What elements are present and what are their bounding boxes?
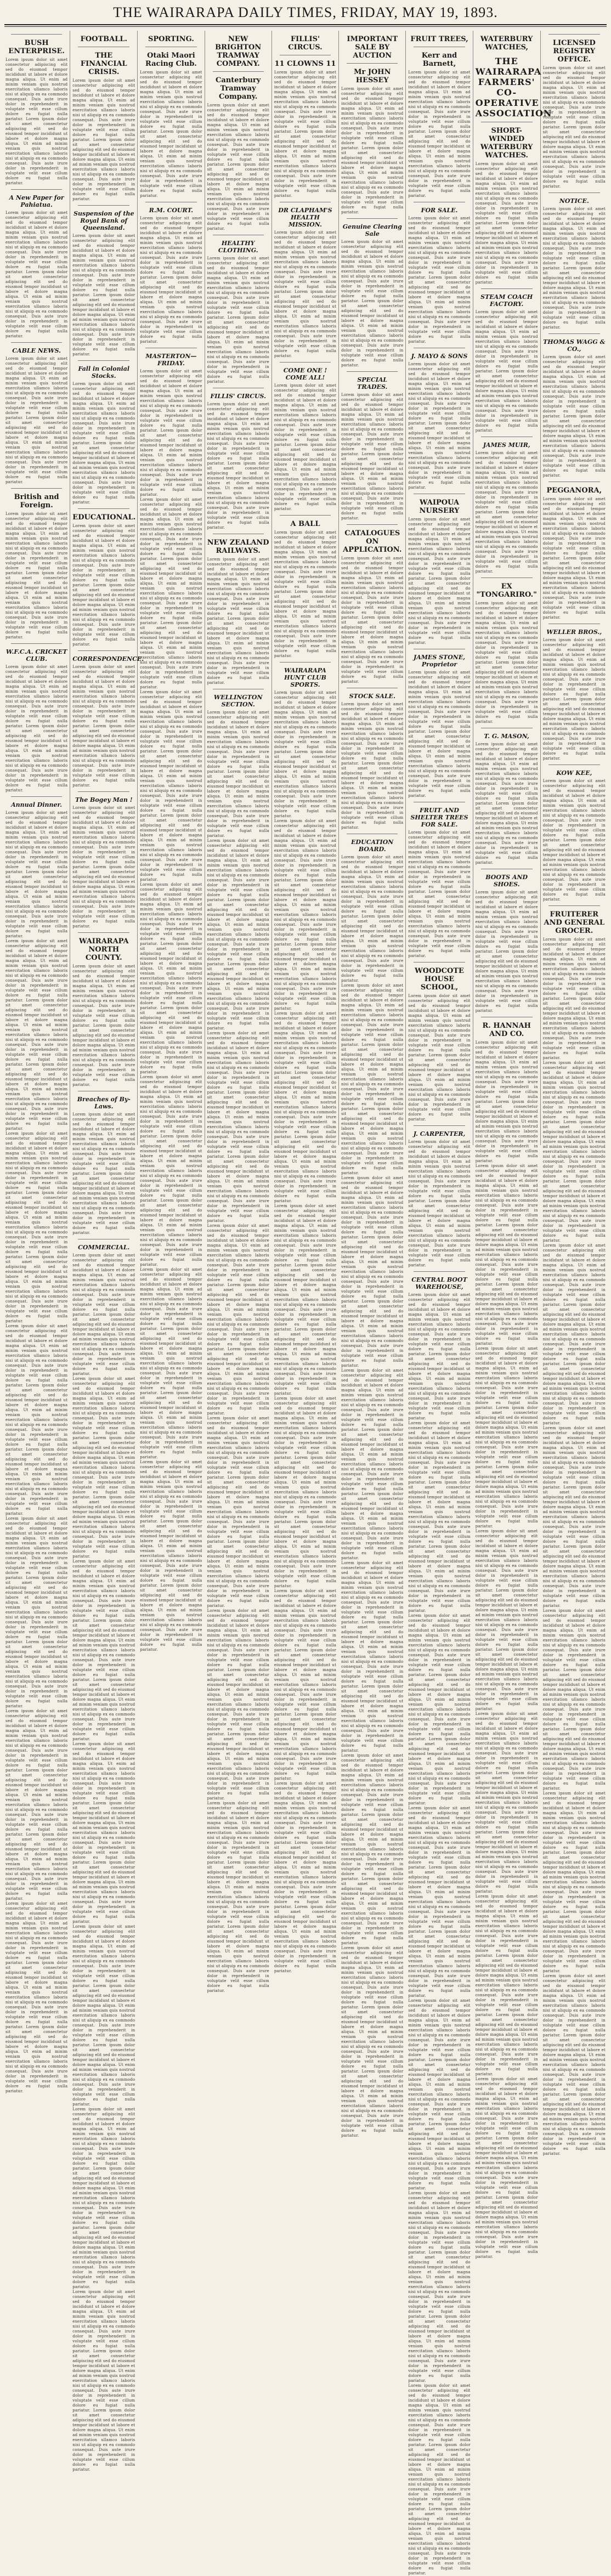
article-body: Lorem ipsum dolor sit amet consectetur adipiscing elit sed do eiusmod tempor incididunt ut labore et dolore magna aliqua. Ut enim ad minim veniam quis nostrud exercitation ullamco laboris nisi ut aliquip ex ea commodo consequat. Duis aute irure dolor in reprehenderit in voluptate velit esse cillum dolore eu fugiat nulla pariatur. Lorem ipsum dolor sit amet consectetur adipiscing elit sed do eiusmod tempor incididunt ut labore et dolore magna aliqua. Ut enim ad minim veniam quis nostrud exercitation ullamco laboris nisi ut aliquip ex ea commodo consequat. Duis aute irure dolor in reprehenderit in voluptate velit esse cillum dolore eu fugiat nulla pariatur. [542,207,606,330]
columns [3,31,608,2575]
article-body: Lorem ipsum dolor sit amet consectetur adipiscing elit sed do eiusmod tempor incididunt ut labore et dolore magna aliqua. Ut enim ad minim veniam quis nostrud exercitation ullamco laboris nisi ut aliquip ex ea commodo consequat. Duis aute irure dolor in reprehenderit in voluptate velit esse cillum dolore eu fugiat nulla pariatur. Lorem ipsum dolor sit amet consectetur adipiscing elit sed do eiusmod tempor incididunt ut labore et dolore magna aliqua. Ut enim ad minim veniam quis nostrud exercitation ullamco laboris nisi ut aliquip ex ea commodo consequat. Duis aute irure dolor in reprehenderit in voluptate velit esse cillum dolore eu fugiat nulla pariatur. Lorem ipsum dolor sit amet consectetur adipiscing elit sed do eiusmod tempor incididunt ut labore et dolore magna aliqua. Ut enim ad minim veniam quis nostrud exercitation ullamco laboris nisi ut aliquip ex ea commodo consequat. Duis aute irure dolor in reprehenderit in voluptate velit esse cillum dolore eu fugiat nulla pariatur. [274,1781,337,1973]
article-body: Lorem ipsum dolor sit amet consectetur adipiscing elit sed do eiusmod tempor incididunt ut labore et dolore magna aliqua. Ut enim ad minim veniam quis nostrud exercitation ullamco laboris nisi ut aliquip ex ea commodo consequat. Duis aute irure dolor in reprehenderit in voluptate velit esse cillum dolore eu fugiat nulla pariatur. Lorem ipsum dolor sit amet consectetur adipiscing elit sed do eiusmod tempor incididunt ut labore et dolore magna aliqua. Ut enim ad minim veniam quis nostrud exercitation ullamco laboris nisi ut aliquip ex ea commodo consequat. Duis aute irure dolor in reprehenderit in voluptate velit esse cillum dolore eu fugiat nulla pariatur. [542,638,606,761]
headline: SPORTING. [148,35,194,43]
headline: BOOTS AND SHOES. [485,874,528,888]
headline: British and Foreign. [14,493,59,509]
headline: Suspension of the Royal Bank of Queensland. [73,210,134,231]
column-rule [280,515,331,516]
headline: MASTERTON—FRIDAY. [145,353,197,367]
article-body: Lorem ipsum dolor sit amet consectetur adipiscing elit sed do eiusmod tempor incididunt ut labore et dolore magna aliqua. Ut enim ad minim veniam quis nostrud exercitation ullamco laboris nisi ut aliquip ex ea commodo consequat. Duis aute irure dolor in reprehenderit in voluptate velit esse cillum dolore eu fugiat nulla pariatur. Lorem ipsum dolor sit amet consectetur adipiscing elit sed do eiusmod tempor incididunt ut labore et dolore magna aliqua. Ut enim ad minim veniam quis nostrud exercitation ullamco laboris nisi ut aliquip ex ea commodo consequat. Duis aute irure dolor in reprehenderit in voluptate velit esse cillum dolore eu fugiat nulla pariatur. Lorem ipsum dolor sit amet consectetur adipiscing elit sed do eiusmod tempor incididunt ut labore et dolore magna aliqua. Ut enim ad minim veniam quis nostrud exercitation ullamco laboris nisi ut aliquip ex ea commodo consequat. Duis aute irure dolor in reprehenderit in voluptate velit esse cillum dolore eu fugiat nulla pariatur. [5,1131,68,1323]
article-body: Lorem ipsum dolor sit amet consectetur adipiscing elit sed do eiusmod tempor incididunt ut labore et dolore magna aliqua. Ut enim ad minim veniam quis nostrud exercitation ullamco laboris nisi ut aliquip ex ea commodo consequat. Duis aute irure dolor in reprehenderit in voluptate velit esse cillum dolore eu fugiat nulla pariatur. Lorem ipsum dolor sit amet consectetur adipiscing elit sed do eiusmod tempor incididunt ut labore et dolore magna aliqua. Ut enim ad minim veniam quis nostrud exercitation ullamco laboris nisi ut aliquip ex ea commodo consequat. Duis aute irure dolor in reprehenderit in voluptate velit esse cillum dolore eu fugiat nulla pariatur. Lorem ipsum dolor sit amet consectetur adipiscing elit sed do eiusmod tempor incididunt ut labore et dolore magna aliqua. Ut enim ad minim veniam quis nostrud exercitation ullamco laboris nisi ut aliquip ex ea commodo consequat. Duis aute irure dolor in reprehenderit in voluptate velit esse cillum dolore eu fugiat nulla pariatur. [72,1377,135,1559]
article-body: Lorem ipsum dolor sit amet consectetur adipiscing elit sed do eiusmod tempor incididunt ut labore et dolore magna aliqua. Ut enim ad minim veniam quis nostrud exercitation ullamco laboris nisi ut aliquip ex ea commodo consequat. Duis aute irure dolor in reprehenderit in voluptate velit esse cillum dolore eu fugiat nulla pariatur. Lorem ipsum dolor sit amet consectetur adipiscing elit sed do eiusmod tempor incididunt ut labore et dolore magna aliqua. Ut enim ad minim veniam quis nostrud exercitation ullamco laboris nisi ut aliquip ex ea commodo consequat. Duis aute irure dolor in reprehenderit in voluptate velit esse cillum dolore eu fugiat nulla pariatur. [207,557,269,685]
article-body: Lorem ipsum dolor sit amet consectetur adipiscing elit sed do eiusmod tempor incididunt ut labore et dolore magna aliqua. Ut enim ad minim veniam quis nostrud exercitation ullamco laboris nisi ut aliquip ex ea commodo consequat. Duis aute irure dolor in reprehenderit in voluptate velit esse cillum dolore eu fugiat nulla pariatur. Lorem ipsum dolor sit amet consectetur adipiscing elit sed do eiusmod tempor incididunt ut labore et dolore magna aliqua. Ut enim ad minim veniam quis nostrud exercitation ullamco laboris nisi ut aliquip ex ea commodo consequat. Duis aute irure dolor in reprehenderit in voluptate velit esse cillum dolore eu fugiat nulla pariatur. [72,806,135,929]
article-body: Lorem ipsum dolor sit amet consectetur adipiscing elit sed do eiusmod tempor incididunt ut labore et dolore magna aliqua. Ut enim ad minim veniam quis nostrud exercitation ullamco laboris nisi ut aliquip ex ea commodo consequat. Duis aute irure dolor in reprehenderit in voluptate velit esse cillum dolore eu fugiat nulla pariatur. Lorem ipsum dolor sit amet consectetur adipiscing elit sed do eiusmod tempor incididunt ut labore et dolore magna aliqua. Ut enim ad minim veniam quis nostrud exercitation ullamco laboris nisi ut aliquip ex ea commodo consequat. Duis aute irure dolor in reprehenderit in voluptate velit esse cillum dolore eu fugiat nulla pariatur. Lorem ipsum dolor sit amet consectetur adipiscing elit sed do eiusmod tempor incididunt ut labore et dolore magna aliqua. Ut enim ad minim veniam quis nostrud exercitation ullamco laboris nisi ut aliquip ex ea commodo consequat. Duis aute irure dolor in reprehenderit in voluptate velit esse cillum dolore eu fugiat nulla pariatur. [341,1176,404,1368]
article-body: Lorem ipsum dolor sit amet consectetur adipiscing elit sed do eiusmod tempor incididunt ut labore et dolore magna aliqua. Ut enim ad minim veniam quis nostrud exercitation ullamco laboris nisi ut aliquip ex ea commodo consequat. Duis aute irure dolor in reprehenderit in voluptate velit esse cillum dolore eu fugiat nulla pariatur. Lorem ipsum dolor sit amet consectetur adipiscing elit sed do eiusmod tempor incididunt ut labore et dolore magna aliqua. Ut enim ad minim veniam quis nostrud exercitation ullamco laboris nisi ut aliquip ex ea commodo consequat. Duis aute irure dolor in reprehenderit in voluptate velit esse cillum dolore eu fugiat nulla pariatur. [72,665,135,788]
article-body: Lorem ipsum dolor sit amet consectetur adipiscing elit sed do eiusmod tempor incididunt ut labore et dolore magna aliqua. Ut enim ad minim veniam quis nostrud exercitation ullamco laboris nisi ut aliquip ex ea commodo consequat. Duis aute irure dolor in reprehenderit in voluptate velit esse cillum dolore eu fugiat nulla pariatur. Lorem ipsum dolor sit amet consectetur adipiscing elit sed do eiusmod tempor incididunt ut labore et dolore magna aliqua. Ut enim ad minim veniam quis nostrud exercitation ullamco laboris nisi ut aliquip ex ea commodo consequat. Duis aute irure dolor in reprehenderit in voluptate velit esse cillum dolore eu fugiat nulla pariatur. [72,234,135,356]
article-body: Lorem ipsum dolor sit amet consectetur adipiscing elit sed do eiusmod tempor incididunt ut labore et dolore magna aliqua. Ut enim ad minim veniam quis nostrud exercitation ullamco laboris nisi ut aliquip ex ea commodo consequat. Duis aute irure dolor in reprehenderit in voluptate velit esse cillum dolore eu fugiat nulla pariatur. Lorem ipsum dolor sit amet consectetur adipiscing elit sed do eiusmod tempor incididunt ut labore et dolore magna aliqua. Ut enim ad minim veniam quis nostrud exercitation ullamco laboris nisi ut aliquip ex ea commodo consequat. Duis aute irure dolor in reprehenderit in voluptate velit esse cillum dolore eu fugiat nulla pariatur. [408,670,471,798]
article-body: Lorem ipsum dolor sit amet consectetur adipiscing elit sed do eiusmod tempor incididunt ut labore et dolore magna aliqua. Ut enim ad minim veniam quis nostrud exercitation ullamco laboris nisi ut aliquip ex ea commodo consequat. Duis aute irure dolor in reprehenderit in voluptate velit esse cillum dolore eu fugiat nulla pariatur. Lorem ipsum dolor sit amet consectetur adipiscing elit sed do eiusmod tempor incididunt ut labore et dolore magna aliqua. Ut enim ad minim veniam quis nostrud exercitation ullamco laboris nisi ut aliquip ex ea commodo consequat. Duis aute irure dolor in reprehenderit in voluptate velit esse cillum dolore eu fugiat nulla pariatur. Lorem ipsum dolor sit amet consectetur adipiscing elit sed do eiusmod tempor incididunt ut labore et dolore magna aliqua. Ut enim ad minim veniam quis nostrud exercitation ullamco laboris nisi ut aliquip ex ea commodo consequat. Duis aute irure dolor in reprehenderit in voluptate velit esse cillum dolore eu fugiat nulla pariatur. [72,2290,135,2472]
article-body: Lorem ipsum dolor sit amet consectetur adipiscing elit sed do eiusmod tempor incididunt ut labore et dolore magna aliqua. Ut enim ad minim veniam quis nostrud exercitation ullamco laboris nisi ut aliquip ex ea commodo consequat. Duis aute irure dolor in reprehenderit in voluptate velit esse cillum dolore eu fugiat nulla pariatur. Lorem ipsum dolor sit amet consectetur adipiscing elit sed do eiusmod tempor incididunt ut labore et dolore magna aliqua. Ut enim ad minim veniam quis nostrud exercitation ullamco laboris nisi ut aliquip ex ea commodo consequat. Duis aute irure dolor in reprehenderit in voluptate velit esse cillum dolore eu fugiat nulla pariatur. Lorem ipsum dolor sit amet consectetur adipiscing elit sed do eiusmod tempor incididunt ut labore et dolore magna aliqua. Ut enim ad minim veniam quis nostrud exercitation ullamco laboris nisi ut aliquip ex ea commodo consequat. Duis aute irure dolor in reprehenderit in voluptate velit esse cillum dolore eu fugiat nulla pariatur. [341,983,404,1175]
column-rule [414,962,465,963]
article-body: Lorem ipsum dolor sit amet consectetur adipiscing elit sed do eiusmod tempor incididunt ut labore et dolore magna aliqua. Ut enim ad minim veniam quis nostrud exercitation ullamco laboris nisi ut aliquip ex ea commodo consequat. Duis aute irure dolor in reprehenderit in voluptate velit esse cillum dolore eu fugiat nulla pariatur. Lorem ipsum dolor sit amet consectetur adipiscing elit sed do eiusmod tempor incididunt ut labore et dolore magna aliqua. Ut enim ad minim veniam quis nostrud exercitation ullamco laboris nisi ut aliquip ex ea commodo consequat. Duis aute irure dolor in reprehenderit in voluptate velit esse cillum dolore eu fugiat nulla pariatur. Lorem ipsum dolor sit amet consectetur adipiscing elit sed do eiusmod tempor incididunt ut labore et dolore magna aliqua. Ut enim ad minim veniam quis nostrud exercitation ullamco laboris nisi ut aliquip ex ea commodo consequat. Duis aute irure dolor in reprehenderit in voluptate velit esse cillum dolore eu fugiat nulla pariatur. [207,1031,269,1223]
headline: EDUCATION BOARD. [351,839,394,853]
headline: BUSH ENTERPRISE. [8,39,65,55]
article-body: Lorem ipsum dolor sit amet consectetur adipiscing elit sed do eiusmod tempor incididunt ut labore et dolore magna aliqua. Ut enim ad minim veniam quis nostrud exercitation ullamco laboris nisi ut aliquip ex ea commodo consequat. Duis aute irure dolor in reprehenderit in voluptate velit esse cillum dolore eu fugiat nulla pariatur. Lorem ipsum dolor sit amet consectetur adipiscing elit sed do eiusmod tempor incididunt ut labore et dolore magna aliqua. Ut enim ad minim veniam quis nostrud exercitation ullamco laboris nisi ut aliquip ex ea commodo consequat. Duis aute irure dolor in reprehenderit in voluptate velit esse cillum dolore eu fugiat nulla pariatur. [5,665,68,792]
article-body: Lorem ipsum dolor sit amet consectetur adipiscing elit sed do eiusmod tempor incididunt ut labore et dolore magna aliqua. Ut enim ad minim veniam quis nostrud exercitation ullamco laboris nisi ut aliquip ex ea commodo consequat. Duis aute irure dolor in reprehenderit in voluptate velit esse cillum dolore eu fugiat nulla pariatur. Lorem ipsum dolor sit amet consectetur adipiscing elit sed do eiusmod tempor incididunt ut labore et dolore magna aliqua. Ut enim ad minim veniam quis nostrud exercitation ullamco laboris nisi ut aliquip ex ea commodo consequat. Duis aute irure dolor in reprehenderit in voluptate velit esse cillum dolore eu fugiat nulla pariatur. [140,216,202,344]
headline: WAIPOUA NURSERY [419,499,460,515]
column-4 [205,31,272,1993]
article-body: Lorem ipsum dolor sit amet consectetur adipiscing elit sed do eiusmod tempor incididunt ut labore et dolore magna aliqua. Ut enim ad minim veniam quis nostrud exercitation ullamco laboris nisi ut aliquip ex ea commodo consequat. Duis aute irure dolor in reprehenderit in voluptate velit esse cillum dolore eu fugiat nulla pariatur. Lorem ipsum dolor sit amet consectetur adipiscing elit sed do eiusmod tempor incididunt ut labore et dolore magna aliqua. Ut enim ad minim veniam quis nostrud exercitation ullamco laboris nisi ut aliquip ex ea commodo consequat. Duis aute irure dolor in reprehenderit in voluptate velit esse cillum dolore eu fugiat nulla pariatur. Lorem ipsum dolor sit amet consectetur adipiscing elit sed do eiusmod tempor incididunt ut labore et dolore magna aliqua. Ut enim ad minim veniam quis nostrud exercitation ullamco laboris nisi ut aliquip ex ea commodo consequat. Duis aute irure dolor in reprehenderit in voluptate velit esse cillum dolore eu fugiat nulla pariatur. [408,1998,471,2190]
article-body: Lorem ipsum dolor sit amet consectetur adipiscing elit sed do eiusmod tempor incididunt ut labore et dolore magna aliqua. Ut enim ad minim veniam quis nostrud exercitation ullamco laboris nisi ut aliquip ex ea commodo consequat. Duis aute irure dolor in reprehenderit in voluptate velit esse cillum dolore eu fugiat nulla pariatur. Lorem ipsum dolor sit amet consectetur adipiscing elit sed do eiusmod tempor incididunt ut labore et dolore magna aliqua. Ut enim ad minim veniam quis nostrud exercitation ullamco laboris nisi ut aliquip ex ea commodo consequat. Duis aute irure dolor in reprehenderit in voluptate velit esse cillum dolore eu fugiat nulla pariatur. Lorem ipsum dolor sit amet consectetur adipiscing elit sed do eiusmod tempor incididunt ut labore et dolore magna aliqua. Ut enim ad minim veniam quis nostrud exercitation ullamco laboris nisi ut aliquip ex ea commodo consequat. Duis aute irure dolor in reprehenderit in voluptate velit esse cillum dolore eu fugiat nulla pariatur. [274,819,337,1011]
column-5 [272,31,339,1973]
headline: W.F.C.A. CRICKET CLUB. [5,648,67,663]
article-body: Lorem ipsum dolor sit amet consectetur adipiscing elit sed do eiusmod tempor incididunt ut labore et dolore magna aliqua. Ut enim ad minim veniam quis nostrud exercitation ullamco laboris nisi ut aliquip ex ea commodo consequat. Duis aute irure dolor in reprehenderit in voluptate velit esse cillum dolore eu fugiat nulla pariatur. Lorem ipsum dolor sit amet consectetur adipiscing elit sed do eiusmod tempor incididunt ut labore et dolore magna aliqua. Ut enim ad minim veniam quis nostrud exercitation ullamco laboris nisi ut aliquip ex ea commodo consequat. Duis aute irure dolor in reprehenderit in voluptate velit esse cillum dolore eu fugiat nulla pariatur. [5,512,68,639]
article-body: Lorem ipsum dolor sit amet consectetur adipiscing elit sed do eiusmod tempor incididunt ut labore et dolore magna aliqua. Ut enim ad minim veniam quis nostrud exercitation ullamco laboris nisi ut aliquip ex ea commodo consequat. Duis aute irure dolor in reprehenderit in voluptate velit esse cillum dolore eu fugiat nulla pariatur. Lorem ipsum dolor sit amet consectetur adipiscing elit sed do eiusmod tempor incididunt ut labore et dolore magna aliqua. Ut enim ad minim veniam quis nostrud exercitation ullamco laboris nisi ut aliquip ex ea commodo consequat. Duis aute irure dolor in reprehenderit in voluptate velit esse cillum dolore eu fugiat nulla pariatur. Lorem ipsum dolor sit amet consectetur adipiscing elit sed do eiusmod tempor incididunt ut labore et dolore magna aliqua. Ut enim ad minim veniam quis nostrud exercitation ullamco laboris nisi ut aliquip ex ea commodo consequat. Duis aute irure dolor in reprehenderit in voluptate velit esse cillum dolore eu fugiat nulla pariatur. [542,1609,606,1791]
headline: Mr JOHN HESSEY [354,68,391,84]
article-body: Lorem ipsum dolor sit amet consectetur adipiscing elit sed do eiusmod tempor incididunt ut labore et dolore magna aliqua. Ut enim ad minim veniam quis nostrud exercitation ullamco laboris nisi ut aliquip ex ea commodo consequat. Duis aute irure dolor in reprehenderit in voluptate velit esse cillum dolore eu fugiat nulla pariatur. Lorem ipsum dolor sit amet consectetur adipiscing elit sed do eiusmod tempor incididunt ut labore et dolore magna aliqua. Ut enim ad minim veniam quis nostrud exercitation ullamco laboris nisi ut aliquip ex ea commodo consequat. Duis aute irure dolor in reprehenderit in voluptate velit esse cillum dolore eu fugiat nulla pariatur. [542,355,606,478]
article-body: Lorem ipsum dolor sit amet consectetur adipiscing elit sed do eiusmod tempor incididunt ut labore et dolore magna aliqua. Ut enim ad minim veniam quis nostrud exercitation ullamco laboris nisi ut aliquip ex ea commodo consequat. Duis aute irure dolor in reprehenderit in voluptate velit esse cillum dolore eu fugiat nulla pariatur. Lorem ipsum dolor sit amet consectetur adipiscing elit sed do eiusmod tempor incididunt ut labore et dolore magna aliqua. Ut enim ad minim veniam quis nostrud exercitation ullamco laboris nisi ut aliquip ex ea commodo consequat. Duis aute irure dolor in reprehenderit in voluptate velit esse cillum dolore eu fugiat nulla pariatur. [475,890,538,1013]
headline: CORRESPONDENCE. [72,655,144,663]
column-rule [11,342,62,343]
article-body: Lorem ipsum dolor sit amet consectetur adipiscing elit sed do eiusmod tempor incididunt ut labore et dolore magna aliqua. Ut enim ad minim veniam quis nostrud exercitation ullamco laboris nisi ut aliquip ex ea commodo consequat. Duis aute irure dolor in reprehenderit in voluptate velit esse cillum dolore eu fugiat nulla pariatur. Lorem ipsum dolor sit amet consectetur adipiscing elit sed do eiusmod tempor incididunt ut labore et dolore magna aliqua. Ut enim ad minim veniam quis nostrud exercitation ullamco laboris nisi ut aliquip ex ea commodo consequat. Duis aute irure dolor in reprehenderit in voluptate velit esse cillum dolore eu fugiat nulla pariatur. Lorem ipsum dolor sit amet consectetur adipiscing elit sed do eiusmod tempor incididunt ut labore et dolore magna aliqua. Ut enim ad minim veniam quis nostrud exercitation ullamco laboris nisi ut aliquip ex ea commodo consequat. Duis aute irure dolor in reprehenderit in voluptate velit esse cillum dolore eu fugiat nulla pariatur. [274,1204,337,1396]
article-body: Lorem ipsum dolor sit amet consectetur adipiscing elit sed do eiusmod tempor incididunt ut labore et dolore magna aliqua. Ut enim ad minim veniam quis nostrud exercitation ullamco laboris nisi ut aliquip ex ea commodo consequat. Duis aute irure dolor in reprehenderit in voluptate velit esse cillum dolore eu fugiat nulla pariatur. Lorem ipsum dolor sit amet consectetur adipiscing elit sed do eiusmod tempor incididunt ut labore et dolore magna aliqua. Ut enim ad minim veniam quis nostrud exercitation ullamco laboris nisi ut aliquip ex ea commodo consequat. Duis aute irure dolor in reprehenderit in voluptate velit esse cillum dolore eu fugiat nulla pariatur. Lorem ipsum dolor sit amet consectetur adipiscing elit sed do eiusmod tempor incididunt ut labore et dolore magna aliqua. Ut enim ad minim veniam quis nostrud exercitation ullamco laboris nisi ut aliquip ex ea commodo consequat. Duis aute irure dolor in reprehenderit in voluptate velit esse cillum dolore eu fugiat nulla pariatur. [542,1426,606,1608]
headline: IMPORTANT SALE BY AUCTION [347,35,398,60]
column-6 [339,31,406,2138]
headline: FRUITERER AND GENERAL GROCER. [544,910,605,935]
column-rule [347,218,398,219]
headline: NOTICE. [559,197,589,205]
article-body: Lorem ipsum dolor sit amet consectetur adipiscing elit sed do eiusmod tempor incididunt ut labore et dolore magna aliqua. Ut enim ad minim veniam quis nostrud exercitation ullamco laboris nisi ut aliquip ex ea commodo consequat. Duis aute irure dolor in reprehenderit in voluptate velit esse cillum dolore eu fugiat nulla pariatur. Lorem ipsum dolor sit amet consectetur adipiscing elit sed do eiusmod tempor incididunt ut labore et dolore magna aliqua. Ut enim ad minim veniam quis nostrud exercitation ullamco laboris nisi ut aliquip ex ea commodo consequat. Duis aute irure dolor in reprehenderit in voluptate velit esse cillum dolore eu fugiat nulla pariatur. Lorem ipsum dolor sit amet consectetur adipiscing elit sed do eiusmod tempor incididunt ut labore et dolore magna aliqua. Ut enim ad minim veniam quis nostrud exercitation ullamco laboris nisi ut aliquip ex ea commodo consequat. Duis aute irure dolor in reprehenderit in voluptate velit esse cillum dolore eu fugiat nulla pariatur. [72,1742,135,1924]
headline: FRUIT TREES, [410,35,468,43]
headline: COME ONE ! COME ALL! [283,367,327,381]
article-body: Lorem ipsum dolor sit amet consectetur adipiscing elit sed do eiusmod tempor incididunt ut labore et dolore magna aliqua. Ut enim ad minim veniam quis nostrud exercitation ullamco laboris nisi ut aliquip ex ea commodo consequat. Duis aute irure dolor in reprehenderit in voluptate velit esse cillum dolore eu fugiat nulla pariatur. Lorem ipsum dolor sit amet consectetur adipiscing elit sed do eiusmod tempor incididunt ut labore et dolore magna aliqua. Ut enim ad minim veniam quis nostrud exercitation ullamco laboris nisi ut aliquip ex ea commodo consequat. Duis aute irure dolor in reprehenderit in voluptate velit esse cillum dolore eu fugiat nulla pariatur. [408,1293,471,1420]
headline: FILLIS' CIRCUS. [210,393,266,400]
headline: KOW KEE, [556,769,592,777]
article-body: Lorem ipsum dolor sit amet consectetur adipiscing elit sed do eiusmod tempor incididunt ut labore et dolore magna aliqua. Ut enim ad minim veniam quis nostrud exercitation ullamco laboris nisi ut aliquip ex ea commodo consequat. Duis aute irure dolor in reprehenderit in voluptate velit esse cillum dolore eu fugiat nulla pariatur. Lorem ipsum dolor sit amet consectetur adipiscing elit sed do eiusmod tempor incididunt ut labore et dolore magna aliqua. Ut enim ad minim veniam quis nostrud exercitation ullamco laboris nisi ut aliquip ex ea commodo consequat. Duis aute irure dolor in reprehenderit in voluptate velit esse cillum dolore eu fugiat nulla pariatur. Lorem ipsum dolor sit amet consectetur adipiscing elit sed do eiusmod tempor incididunt ut labore et dolore magna aliqua. Ut enim ad minim veniam quis nostrud exercitation ullamco laboris nisi ut aliquip ex ea commodo consequat. Duis aute irure dolor in reprehenderit in voluptate velit esse cillum dolore eu fugiat nulla pariatur. [207,1801,269,1993]
column-rule [213,71,264,72]
article-body: Lorem ipsum dolor sit amet consectetur adipiscing elit sed do eiusmod tempor incididunt ut labore et dolore magna aliqua. Ut enim ad minim veniam quis nostrud exercitation ullamco laboris nisi ut aliquip ex ea commodo consequat. Duis aute irure dolor in reprehenderit in voluptate velit esse cillum dolore eu fugiat nulla pariatur. Lorem ipsum dolor sit amet consectetur adipiscing elit sed do eiusmod tempor incididunt ut labore et dolore magna aliqua. Ut enim ad minim veniam quis nostrud exercitation ullamco laboris nisi ut aliquip ex ea commodo consequat. Duis aute irure dolor in reprehenderit in voluptate velit esse cillum dolore eu fugiat nulla pariatur. [341,556,404,684]
column-rule [347,371,398,372]
article-body: Lorem ipsum dolor sit amet consectetur adipiscing elit sed do eiusmod tempor incididunt ut labore et dolore magna aliqua. Ut enim ad minim veniam quis nostrud exercitation ullamco laboris nisi ut aliquip ex ea commodo consequat. Duis aute irure dolor in reprehenderit in voluptate velit esse cillum dolore eu fugiat nulla pariatur. Lorem ipsum dolor sit amet consectetur adipiscing elit sed do eiusmod tempor incididunt ut labore et dolore magna aliqua. Ut enim ad minim veniam quis nostrud exercitation ullamco laboris nisi ut aliquip ex ea commodo consequat. Duis aute irure dolor in reprehenderit in voluptate velit esse cillum dolore eu fugiat nulla pariatur. Lorem ipsum dolor sit amet consectetur adipiscing elit sed do eiusmod tempor incididunt ut labore et dolore magna aliqua. Ut enim ad minim veniam quis nostrud exercitation ullamco laboris nisi ut aliquip ex ea commodo consequat. Duis aute irure dolor in reprehenderit in voluptate velit esse cillum dolore eu fugiat nulla pariatur. [542,1791,606,1973]
article-body: Lorem ipsum dolor sit amet consectetur adipiscing elit sed do eiusmod tempor incididunt ut labore et dolore magna aliqua. Ut enim ad minim veniam quis nostrud exercitation ullamco laboris nisi ut aliquip ex ea commodo consequat. Duis aute irure dolor in reprehenderit in voluptate velit esse cillum dolore eu fugiat nulla pariatur. Lorem ipsum dolor sit amet consectetur adipiscing elit sed do eiusmod tempor incididunt ut labore et dolore magna aliqua. Ut enim ad minim veniam quis nostrud exercitation ullamco laboris nisi ut aliquip ex ea commodo consequat. Duis aute irure dolor in reprehenderit in voluptate velit esse cillum dolore eu fugiat nulla pariatur. [5,58,68,185]
article-body: Lorem ipsum dolor sit amet consectetur adipiscing elit sed do eiusmod tempor incididunt ut labore et dolore magna aliqua. Ut enim ad minim veniam quis nostrud exercitation ullamco laboris nisi ut aliquip ex ea commodo consequat. Duis aute irure dolor in reprehenderit in voluptate velit esse cillum dolore eu fugiat nulla pariatur. Lorem ipsum dolor sit amet consectetur adipiscing elit sed do eiusmod tempor incididunt ut labore et dolore magna aliqua. Ut enim ad minim veniam quis nostrud exercitation ullamco laboris nisi ut aliquip ex ea commodo consequat. Duis aute irure dolor in reprehenderit in voluptate velit esse cillum dolore eu fugiat nulla pariatur. [408,216,471,344]
masthead [0,0,611,25]
column-rule [548,333,600,334]
headline: Genuine Clearing Sale [342,223,402,237]
column-rule [78,791,129,792]
article-body: Lorem ipsum dolor sit amet consectetur adipiscing elit sed do eiusmod tempor incididunt ut labore et dolore magna aliqua. Ut enim ad minim veniam quis nostrud exercitation ullamco laboris nisi ut aliquip ex ea commodo consequat. Duis aute irure dolor in reprehenderit in voluptate velit esse cillum dolore eu fugiat nulla pariatur. Lorem ipsum dolor sit amet consectetur adipiscing elit sed do eiusmod tempor incididunt ut labore et dolore magna aliqua. Ut enim ad minim veniam quis nostrud exercitation ullamco laboris nisi ut aliquip ex ea commodo consequat. Duis aute irure dolor in reprehenderit in voluptate velit esse cillum dolore eu fugiat nulla pariatur. [72,1112,135,1235]
column-rule [481,288,533,289]
article-body: Lorem ipsum dolor sit amet consectetur adipiscing elit sed do eiusmod tempor incididunt ut labore et dolore magna aliqua. Ut enim ad minim veniam quis nostrud exercitation ullamco laboris nisi ut aliquip ex ea commodo consequat. Duis aute irure dolor in reprehenderit in voluptate velit esse cillum dolore eu fugiat nulla pariatur. Lorem ipsum dolor sit amet consectetur adipiscing elit sed do eiusmod tempor incididunt ut labore et dolore magna aliqua. Ut enim ad minim veniam quis nostrud exercitation ullamco laboris nisi ut aliquip ex ea commodo consequat. Duis aute irure dolor in reprehenderit in voluptate velit esse cillum dolore eu fugiat nulla pariatur. [475,1040,538,1163]
article-body: Lorem ipsum dolor sit amet consectetur adipiscing elit sed do eiusmod tempor incididunt ut labore et dolore magna aliqua. Ut enim ad minim veniam quis nostrud exercitation ullamco laboris nisi ut aliquip ex ea commodo consequat. Duis aute irure dolor in reprehenderit in voluptate velit esse cillum dolore eu fugiat nulla pariatur. Lorem ipsum dolor sit amet consectetur adipiscing elit sed do eiusmod tempor incididunt ut labore et dolore magna aliqua. Ut enim ad minim veniam quis nostrud exercitation ullamco laboris nisi ut aliquip ex ea commodo consequat. Duis aute irure dolor in reprehenderit in voluptate velit esse cillum dolore eu fugiat nulla pariatur. [341,87,404,214]
article-body: Lorem ipsum dolor sit amet consectetur adipiscing elit sed do eiusmod tempor incididunt ut labore et dolore magna aliqua. Ut enim ad minim veniam quis nostrud exercitation ullamco laboris nisi ut aliquip ex ea commodo consequat. Duis aute irure dolor in reprehenderit in voluptate velit esse cillum dolore eu fugiat nulla pariatur. Lorem ipsum dolor sit amet consectetur adipiscing elit sed do eiusmod tempor incididunt ut labore et dolore magna aliqua. Ut enim ad minim veniam quis nostrud exercitation ullamco laboris nisi ut aliquip ex ea commodo consequat. Duis aute irure dolor in reprehenderit in voluptate velit esse cillum dolore eu fugiat nulla pariatur. Lorem ipsum dolor sit amet consectetur adipiscing elit sed do eiusmod tempor incididunt ut labore et dolore magna aliqua. Ut enim ad minim veniam quis nostrud exercitation ullamco laboris nisi ut aliquip ex ea commodo consequat. Duis aute irure dolor in reprehenderit in voluptate velit esse cillum dolore eu fugiat nulla pariatur. [140,882,202,1074]
article-body: Lorem ipsum dolor sit amet consectetur adipiscing elit sed do eiusmod tempor incididunt ut labore et dolore magna aliqua. Ut enim ad minim veniam quis nostrud exercitation ullamco laboris nisi ut aliquip ex ea commodo consequat. Duis aute irure dolor in reprehenderit in voluptate velit esse cillum dolore eu fugiat nulla pariatur. Lorem ipsum dolor sit amet consectetur adipiscing elit sed do eiusmod tempor incididunt ut labore et dolore magna aliqua. Ut enim ad minim veniam quis nostrud exercitation ullamco laboris nisi ut aliquip ex ea commodo consequat. Duis aute irure dolor in reprehenderit in voluptate velit esse cillum dolore eu fugiat nulla pariatur. [542,66,606,189]
article-body: Lorem ipsum dolor sit amet consectetur adipiscing elit sed do eiusmod tempor incididunt ut labore et dolore magna aliqua. Ut enim ad minim veniam quis nostrud exercitation ullamco laboris nisi ut aliquip ex ea commodo consequat. Duis aute irure dolor in reprehenderit in voluptate velit esse cillum dolore eu fugiat nulla pariatur. Lorem ipsum dolor sit amet consectetur adipiscing elit sed do eiusmod tempor incididunt ut labore et dolore magna aliqua. Ut enim ad minim veniam quis nostrud exercitation ullamco laboris nisi ut aliquip ex ea commodo consequat. Duis aute irure dolor in reprehenderit in voluptate velit esse cillum dolore eu fugiat nulla pariatur. [72,1253,135,1376]
column-rule [280,362,331,363]
headline: FILLIS' CIRCUS. [288,35,323,52]
column-rule [78,205,129,206]
article-body: Lorem ipsum dolor sit amet consectetur adipiscing elit sed do eiusmod tempor incididunt ut labore et dolore magna aliqua. Ut enim ad minim veniam quis nostrud exercitation ullamco laboris nisi ut aliquip ex ea commodo consequat. Duis aute irure dolor in reprehenderit in voluptate velit esse cillum dolore eu fugiat nulla pariatur. Lorem ipsum dolor sit amet consectetur adipiscing elit sed do eiusmod tempor incididunt ut labore et dolore magna aliqua. Ut enim ad minim veniam quis nostrud exercitation ullamco laboris nisi ut aliquip ex ea commodo consequat. Duis aute irure dolor in reprehenderit in voluptate velit esse cillum dolore eu fugiat nulla pariatur. Lorem ipsum dolor sit amet consectetur adipiscing elit sed do eiusmod tempor incididunt ut labore et dolore magna aliqua. Ut enim ad minim veniam quis nostrud exercitation ullamco laboris nisi ut aliquip ex ea commodo consequat. Duis aute irure dolor in reprehenderit in voluptate velit esse cillum dolore eu fugiat nulla pariatur. [408,1421,471,1613]
article-body: Lorem ipsum dolor sit amet consectetur adipiscing elit sed do eiusmod tempor incididunt ut labore et dolore magna aliqua. Ut enim ad minim veniam quis nostrud exercitation ullamco laboris nisi ut aliquip ex ea commodo consequat. Duis aute irure dolor in reprehenderit in voluptate velit esse cillum dolore eu fugiat nulla pariatur. Lorem ipsum dolor sit amet consectetur adipiscing elit sed do eiusmod tempor incididunt ut labore et dolore magna aliqua. Ut enim ad minim veniam quis nostrud exercitation ullamco laboris nisi ut aliquip ex ea commodo consequat. Duis aute irure dolor in reprehenderit in voluptate velit esse cillum dolore eu fugiat nulla pariatur. Lorem ipsum dolor sit amet consectetur adipiscing elit sed do eiusmod tempor incididunt ut labore et dolore magna aliqua. Ut enim ad minim veniam quis nostrud exercitation ullamco laboris nisi ut aliquip ex ea commodo consequat. Duis aute irure dolor in reprehenderit in voluptate velit esse cillum dolore eu fugiat nulla pariatur. [475,2077,538,2259]
column-rule [11,34,62,35]
article-body: Lorem ipsum dolor sit amet consectetur adipiscing elit sed do eiusmod tempor incididunt ut labore et dolore magna aliqua. Ut enim ad minim veniam quis nostrud exercitation ullamco laboris nisi ut aliquip ex ea commodo consequat. Duis aute irure dolor in reprehenderit in voluptate velit esse cillum dolore eu fugiat nulla pariatur. Lorem ipsum dolor sit amet consectetur adipiscing elit sed do eiusmod tempor incididunt ut labore et dolore magna aliqua. Ut enim ad minim veniam quis nostrud exercitation ullamco laboris nisi ut aliquip ex ea commodo consequat. Duis aute irure dolor in reprehenderit in voluptate velit esse cillum dolore eu fugiat nulla pariatur. [207,710,269,838]
article-body: Lorem ipsum dolor sit amet consectetur adipiscing elit sed do eiusmod tempor incididunt ut labore et dolore magna aliqua. Ut enim ad minim veniam quis nostrud exercitation ullamco laboris nisi ut aliquip ex ea commodo consequat. Duis aute irure dolor in reprehenderit in voluptate velit esse cillum dolore eu fugiat nulla pariatur. Lorem ipsum dolor sit amet consectetur adipiscing elit sed do eiusmod tempor incididunt ut labore et dolore magna aliqua. Ut enim ad minim veniam quis nostrud exercitation ullamco laboris nisi ut aliquip ex ea commodo consequat. Duis aute irure dolor in reprehenderit in voluptate velit esse cillum dolore eu fugiat nulla pariatur. [140,70,202,198]
headline: Canterbury Tramway Company. [216,76,261,101]
headline: NEW ZEALAND RAILWAYS. [207,539,269,555]
article-body: Lorem ipsum dolor sit amet consectetur adipiscing elit sed do eiusmod tempor incididunt ut labore et dolore magna aliqua. Ut enim ad minim veniam quis nostrud exercitation ullamco laboris nisi ut aliquip ex ea commodo consequat. Duis aute irure dolor in reprehenderit in voluptate velit esse cillum dolore eu fugiat nulla pariatur. Lorem ipsum dolor sit amet consectetur adipiscing elit sed do eiusmod tempor incididunt ut labore et dolore magna aliqua. Ut enim ad minim veniam quis nostrud exercitation ullamco laboris nisi ut aliquip ex ea commodo consequat. Duis aute irure dolor in reprehenderit in voluptate velit esse cillum dolore eu fugiat nulla pariatur. [542,779,606,902]
article-body: Lorem ipsum dolor sit amet consectetur adipiscing elit sed do eiusmod tempor incididunt ut labore et dolore magna aliqua. Ut enim ad minim veniam quis nostrud exercitation ullamco laboris nisi ut aliquip ex ea commodo consequat. Duis aute irure dolor in reprehenderit in voluptate velit esse cillum dolore eu fugiat nulla pariatur. Lorem ipsum dolor sit amet consectetur adipiscing elit sed do eiusmod tempor incididunt ut labore et dolore magna aliqua. Ut enim ad minim veniam quis nostrud exercitation ullamco laboris nisi ut aliquip ex ea commodo consequat. Duis aute irure dolor in reprehenderit in voluptate velit esse cillum dolore eu fugiat nulla pariatur. Lorem ipsum dolor sit amet consectetur adipiscing elit sed do eiusmod tempor incididunt ut labore et dolore magna aliqua. Ut enim ad minim veniam quis nostrud exercitation ullamco laboris nisi ut aliquip ex ea commodo consequat. Duis aute irure dolor in reprehenderit in voluptate velit esse cillum dolore eu fugiat nulla pariatur. [475,1164,538,1346]
article-body: Lorem ipsum dolor sit amet consectetur adipiscing elit sed do eiusmod tempor incididunt ut labore et dolore magna aliqua. Ut enim ad minim veniam quis nostrud exercitation ullamco laboris nisi ut aliquip ex ea commodo consequat. Duis aute irure dolor in reprehenderit in voluptate velit esse cillum dolore eu fugiat nulla pariatur. Lorem ipsum dolor sit amet consectetur adipiscing elit sed do eiusmod tempor incididunt ut labore et dolore magna aliqua. Ut enim ad minim veniam quis nostrud exercitation ullamco laboris nisi ut aliquip ex ea commodo consequat. Duis aute irure dolor in reprehenderit in voluptate velit esse cillum dolore eu fugiat nulla pariatur. [5,356,68,484]
article-body: Lorem ipsum dolor sit amet consectetur adipiscing elit sed do eiusmod tempor incididunt ut labore et dolore magna aliqua. Ut enim ad minim veniam quis nostrud exercitation ullamco laboris nisi ut aliquip ex ea commodo consequat. Duis aute irure dolor in reprehenderit in voluptate velit esse cillum dolore eu fugiat nulla pariatur. Lorem ipsum dolor sit amet consectetur adipiscing elit sed do eiusmod tempor incididunt ut labore et dolore magna aliqua. Ut enim ad minim veniam quis nostrud exercitation ullamco laboris nisi ut aliquip ex ea commodo consequat. Duis aute irure dolor in reprehenderit in voluptate velit esse cillum dolore eu fugiat nulla pariatur. Lorem ipsum dolor sit amet consectetur adipiscing elit sed do eiusmod tempor incididunt ut labore et dolore magna aliqua. Ut enim ad minim veniam quis nostrud exercitation ullamco laboris nisi ut aliquip ex ea commodo consequat. Duis aute irure dolor in reprehenderit in voluptate velit esse cillum dolore eu fugiat nulla pariatur. [341,1946,404,2138]
headline: WELLINGTON SECTION. [213,694,263,708]
headline: EDUCATIONAL. [72,513,136,522]
article-body: Lorem ipsum dolor sit amet consectetur adipiscing elit sed do eiusmod tempor incididunt ut labore et dolore magna aliqua. Ut enim ad minim veniam quis nostrud exercitation ullamco laboris nisi ut aliquip ex ea commodo consequat. Duis aute irure dolor in reprehenderit in voluptate velit esse cillum dolore eu fugiat nulla pariatur. Lorem ipsum dolor sit amet consectetur adipiscing elit sed do eiusmod tempor incididunt ut labore et dolore magna aliqua. Ut enim ad minim veniam quis nostrud exercitation ullamco laboris nisi ut aliquip ex ea commodo consequat. Duis aute irure dolor in reprehenderit in voluptate velit esse cillum dolore eu fugiat nulla pariatur. Lorem ipsum dolor sit amet consectetur adipiscing elit sed do eiusmod tempor incididunt ut labore et dolore magna aliqua. Ut enim ad minim veniam quis nostrud exercitation ullamco laboris nisi ut aliquip ex ea commodo consequat. Duis aute irure dolor in reprehenderit in voluptate velit esse cillum dolore eu fugiat nulla pariatur. [140,497,202,689]
headline: THE FINANCIAL CRISIS. [80,52,127,76]
article-body: Lorem ipsum dolor sit amet consectetur adipiscing elit sed do eiusmod tempor incididunt ut labore et dolore magna aliqua. Ut enim ad minim veniam quis nostrud exercitation ullamco laboris nisi ut aliquip ex ea commodo consequat. Duis aute irure dolor in reprehenderit in voluptate velit esse cillum dolore eu fugiat nulla pariatur. Lorem ipsum dolor sit amet consectetur adipiscing elit sed do eiusmod tempor incididunt ut labore et dolore magna aliqua. Ut enim ad minim veniam quis nostrud exercitation ullamco laboris nisi ut aliquip ex ea commodo consequat. Duis aute irure dolor in reprehenderit in voluptate velit esse cillum dolore eu fugiat nulla pariatur. Lorem ipsum dolor sit amet consectetur adipiscing elit sed do eiusmod tempor incididunt ut labore et dolore magna aliqua. Ut enim ad minim veniam quis nostrud exercitation ullamco laboris nisi ut aliquip ex ea commodo consequat. Duis aute irure dolor in reprehenderit in voluptate velit esse cillum dolore eu fugiat nulla pariatur. [207,1224,269,1416]
article-body: Lorem ipsum dolor sit amet consectetur adipiscing elit sed do eiusmod tempor incididunt ut labore et dolore magna aliqua. Ut enim ad minim veniam quis nostrud exercitation ullamco laboris nisi ut aliquip ex ea commodo consequat. Duis aute irure dolor in reprehenderit in voluptate velit esse cillum dolore eu fugiat nulla pariatur. Lorem ipsum dolor sit amet consectetur adipiscing elit sed do eiusmod tempor incididunt ut labore et dolore magna aliqua. Ut enim ad minim veniam quis nostrud exercitation ullamco laboris nisi ut aliquip ex ea commodo consequat. Duis aute irure dolor in reprehenderit in voluptate velit esse cillum dolore eu fugiat nulla pariatur. Lorem ipsum dolor sit amet consectetur adipiscing elit sed do eiusmod tempor incididunt ut labore et dolore magna aliqua. Ut enim ad minim veniam quis nostrud exercitation ullamco laboris nisi ut aliquip ex ea commodo consequat. Duis aute irure dolor in reprehenderit in voluptate velit esse cillum dolore eu fugiat nulla pariatur. [5,1516,68,1708]
article-body: Lorem ipsum dolor sit amet consectetur adipiscing elit sed do eiusmod tempor incididunt ut labore et dolore magna aliqua. Ut enim ad minim veniam quis nostrud exercitation ullamco laboris nisi ut aliquip ex ea commodo consequat. Duis aute irure dolor in reprehenderit in voluptate velit esse cillum dolore eu fugiat nulla pariatur. Lorem ipsum dolor sit amet consectetur adipiscing elit sed do eiusmod tempor incididunt ut labore et dolore magna aliqua. Ut enim ad minim veniam quis nostrud exercitation ullamco laboris nisi ut aliquip ex ea commodo consequat. Duis aute irure dolor in reprehenderit in voluptate velit esse cillum dolore eu fugiat nulla pariatur. Lorem ipsum dolor sit amet consectetur adipiscing elit sed do eiusmod tempor incididunt ut labore et dolore magna aliqua. Ut enim ad minim veniam quis nostrud exercitation ullamco laboris nisi ut aliquip ex ea commodo consequat. Duis aute irure dolor in reprehenderit in voluptate velit esse cillum dolore eu fugiat nulla pariatur. [140,1460,202,1652]
article-body: Lorem ipsum dolor sit amet consectetur adipiscing elit sed do eiusmod tempor incididunt ut labore et dolore magna aliqua. Ut enim ad minim veniam quis nostrud exercitation ullamco laboris nisi ut aliquip ex ea commodo consequat. Duis aute irure dolor in reprehenderit in voluptate velit esse cillum dolore eu fugiat nulla pariatur. Lorem ipsum dolor sit amet consectetur adipiscing elit sed do eiusmod tempor incididunt ut labore et dolore magna aliqua. Ut enim ad minim veniam quis nostrud exercitation ullamco laboris nisi ut aliquip ex ea commodo consequat. Duis aute irure dolor in reprehenderit in voluptate velit esse cillum dolore eu fugiat nulla pariatur. Lorem ipsum dolor sit amet consectetur adipiscing elit sed do eiusmod tempor incididunt ut labore et dolore magna aliqua. Ut enim ad minim veniam quis nostrud exercitation ullamco laboris nisi ut aliquip ex ea commodo consequat. Duis aute irure dolor in reprehenderit in voluptate velit esse cillum dolore eu fugiat nulla pariatur. [341,1368,404,1560]
headline: WELLER BROS., [546,629,602,636]
headline: STEAM COACH FACTORY. [480,293,533,308]
column-rule [414,1125,465,1126]
article-body: Lorem ipsum dolor sit amet consectetur adipiscing elit sed do eiusmod tempor incididunt ut labore et dolore magna aliqua. Ut enim ad minim veniam quis nostrud exercitation ullamco laboris nisi ut aliquip ex ea commodo consequat. Duis aute irure dolor in reprehenderit in voluptate velit esse cillum dolore eu fugiat nulla pariatur. Lorem ipsum dolor sit amet consectetur adipiscing elit sed do eiusmod tempor incididunt ut labore et dolore magna aliqua. Ut enim ad minim veniam quis nostrud exercitation ullamco laboris nisi ut aliquip ex ea commodo consequat. Duis aute irure dolor in reprehenderit in voluptate velit esse cillum dolore eu fugiat nulla pariatur. [72,78,135,201]
article-body: Lorem ipsum dolor sit amet consectetur adipiscing elit sed do eiusmod tempor incididunt ut labore et dolore magna aliqua. Ut enim ad minim veniam quis nostrud exercitation ullamco laboris nisi ut aliquip ex ea commodo consequat. Duis aute irure dolor in reprehenderit in voluptate velit esse cillum dolore eu fugiat nulla pariatur. Lorem ipsum dolor sit amet consectetur adipiscing elit sed do eiusmod tempor incididunt ut labore et dolore magna aliqua. Ut enim ad minim veniam quis nostrud exercitation ullamco laboris nisi ut aliquip ex ea commodo consequat. Duis aute irure dolor in reprehenderit in voluptate velit esse cillum dolore eu fugiat nulla pariatur. [542,937,606,1060]
article-body: Lorem ipsum dolor sit amet consectetur adipiscing elit sed do eiusmod tempor incididunt ut labore et dolore magna aliqua. Ut enim ad minim veniam quis nostrud exercitation ullamco laboris nisi ut aliquip ex ea commodo consequat. Duis aute irure dolor in reprehenderit in voluptate velit esse cillum dolore eu fugiat nulla pariatur. Lorem ipsum dolor sit amet consectetur adipiscing elit sed do eiusmod tempor incididunt ut labore et dolore magna aliqua. Ut enim ad minim veniam quis nostrud exercitation ullamco laboris nisi ut aliquip ex ea commodo consequat. Duis aute irure dolor in reprehenderit in voluptate velit esse cillum dolore eu fugiat nulla pariatur. [475,742,538,865]
headline: R.M. COURT. [149,207,194,214]
article-body: Lorem ipsum dolor sit amet consectetur adipiscing elit sed do eiusmod tempor incididunt ut labore et dolore magna aliqua. Ut enim ad minim veniam quis nostrud exercitation ullamco laboris nisi ut aliquip ex ea commodo consequat. Duis aute irure dolor in reprehenderit in voluptate velit esse cillum dolore eu fugiat nulla pariatur. Lorem ipsum dolor sit amet consectetur adipiscing elit sed do eiusmod tempor incididunt ut labore et dolore magna aliqua. Ut enim ad minim veniam quis nostrud exercitation ullamco laboris nisi ut aliquip ex ea commodo consequat. Duis aute irure dolor in reprehenderit in voluptate velit esse cillum dolore eu fugiat nulla pariatur. [274,70,337,198]
article-body: Lorem ipsum dolor sit amet consectetur adipiscing elit sed do eiusmod tempor incididunt ut labore et dolore magna aliqua. Ut enim ad minim veniam quis nostrud exercitation ullamco laboris nisi ut aliquip ex ea commodo consequat. Duis aute irure dolor in reprehenderit in voluptate velit esse cillum dolore eu fugiat nulla pariatur. Lorem ipsum dolor sit amet consectetur adipiscing elit sed do eiusmod tempor incididunt ut labore et dolore magna aliqua. Ut enim ad minim veniam quis nostrud exercitation ullamco laboris nisi ut aliquip ex ea commodo consequat. Duis aute irure dolor in reprehenderit in voluptate velit esse cillum dolore eu fugiat nulla pariatur. [542,497,606,620]
article-body: Lorem ipsum dolor sit amet consectetur adipiscing elit sed do eiusmod tempor incididunt ut labore et dolore magna aliqua. Ut enim ad minim veniam quis nostrud exercitation ullamco laboris nisi ut aliquip ex ea commodo consequat. Duis aute irure dolor in reprehenderit in voluptate velit esse cillum dolore eu fugiat nulla pariatur. Lorem ipsum dolor sit amet consectetur adipiscing elit sed do eiusmod tempor incididunt ut labore et dolore magna aliqua. Ut enim ad minim veniam quis nostrud exercitation ullamco laboris nisi ut aliquip ex ea commodo consequat. Duis aute irure dolor in reprehenderit in voluptate velit esse cillum dolore eu fugiat nulla pariatur. [207,103,269,231]
article-body: Lorem ipsum dolor sit amet consectetur adipiscing elit sed do eiusmod tempor incididunt ut labore et dolore magna aliqua. Ut enim ad minim veniam quis nostrud exercitation ullamco laboris nisi ut aliquip ex ea commodo consequat. Duis aute irure dolor in reprehenderit in voluptate velit esse cillum dolore eu fugiat nulla pariatur. Lorem ipsum dolor sit amet consectetur adipiscing elit sed do eiusmod tempor incididunt ut labore et dolore magna aliqua. Ut enim ad minim veniam quis nostrud exercitation ullamco laboris nisi ut aliquip ex ea commodo consequat. Duis aute irure dolor in reprehenderit in voluptate velit esse cillum dolore eu fugiat nulla pariatur. Lorem ipsum dolor sit amet consectetur adipiscing elit sed do eiusmod tempor incididunt ut labore et dolore magna aliqua. Ut enim ad minim veniam quis nostrud exercitation ullamco laboris nisi ut aliquip ex ea commodo consequat. Duis aute irure dolor in reprehenderit in voluptate velit esse cillum dolore eu fugiat nulla pariatur. [542,1061,606,1243]
headline: Breaches of By-Laws. [77,1096,131,1110]
article-body: Lorem ipsum dolor sit amet consectetur adipiscing elit sed do eiusmod tempor incididunt ut labore et dolore magna aliqua. Ut enim ad minim veniam quis nostrud exercitation ullamco laboris nisi ut aliquip ex ea commodo consequat. Duis aute irure dolor in reprehenderit in voluptate velit esse cillum dolore eu fugiat nulla pariatur. Lorem ipsum dolor sit amet consectetur adipiscing elit sed do eiusmod tempor incididunt ut labore et dolore magna aliqua. Ut enim ad minim veniam quis nostrud exercitation ullamco laboris nisi ut aliquip ex ea commodo consequat. Duis aute irure dolor in reprehenderit in voluptate velit esse cillum dolore eu fugiat nulla pariatur. Lorem ipsum dolor sit amet consectetur adipiscing elit sed do eiusmod tempor incididunt ut labore et dolore magna aliqua. Ut enim ad minim veniam quis nostrud exercitation ullamco laboris nisi ut aliquip ex ea commodo consequat. Duis aute irure dolor in reprehenderit in voluptate velit esse cillum dolore eu fugiat nulla pariatur. [140,690,202,882]
article-body: Lorem ipsum dolor sit amet consectetur adipiscing elit sed do eiusmod tempor incididunt ut labore et dolore magna aliqua. Ut enim ad minim veniam quis nostrud exercitation ullamco laboris nisi ut aliquip ex ea commodo consequat. Duis aute irure dolor in reprehenderit in voluptate velit esse cillum dolore eu fugiat nulla pariatur. Lorem ipsum dolor sit amet consectetur adipiscing elit sed do eiusmod tempor incididunt ut labore et dolore magna aliqua. Ut enim ad minim veniam quis nostrud exercitation ullamco laboris nisi ut aliquip ex ea commodo consequat. Duis aute irure dolor in reprehenderit in voluptate velit esse cillum dolore eu fugiat nulla pariatur. [274,230,337,358]
article-body: Lorem ipsum dolor sit amet consectetur adipiscing elit sed do eiusmod tempor incididunt ut labore et dolore magna aliqua. Ut enim ad minim veniam quis nostrud exercitation ullamco laboris nisi ut aliquip ex ea commodo consequat. Duis aute irure dolor in reprehenderit in voluptate velit esse cillum dolore eu fugiat nulla pariatur. Lorem ipsum dolor sit amet consectetur adipiscing elit sed do eiusmod tempor incididunt ut labore et dolore magna aliqua. Ut enim ad minim veniam quis nostrud exercitation ullamco laboris nisi ut aliquip ex ea commodo consequat. Duis aute irure dolor in reprehenderit in voluptate velit esse cillum dolore eu fugiat nulla pariatur. [341,702,404,830]
headline: WOODCOTE HOUSE SCHOOL, [415,967,464,992]
headline: CABLE NEWS. [12,347,61,354]
headline: The Bogey Man ! [75,796,133,803]
article-body: Lorem ipsum dolor sit amet consectetur adipiscing elit sed do eiusmod tempor incididunt ut labore et dolore magna aliqua. Ut enim ad minim veniam quis nostrud exercitation ullamco laboris nisi ut aliquip ex ea commodo consequat. Duis aute irure dolor in reprehenderit in voluptate velit esse cillum dolore eu fugiat nulla pariatur. Lorem ipsum dolor sit amet consectetur adipiscing elit sed do eiusmod tempor incididunt ut labore et dolore magna aliqua. Ut enim ad minim veniam quis nostrud exercitation ullamco laboris nisi ut aliquip ex ea commodo consequat. Duis aute irure dolor in reprehenderit in voluptate velit esse cillum dolore eu fugiat nulla pariatur. Lorem ipsum dolor sit amet consectetur adipiscing elit sed do eiusmod tempor incididunt ut labore et dolore magna aliqua. Ut enim ad minim veniam quis nostrud exercitation ullamco laboris nisi ut aliquip ex ea commodo consequat. Duis aute irure dolor in reprehenderit in voluptate velit esse cillum dolore eu fugiat nulla pariatur. [207,839,269,1031]
article-body: Lorem ipsum dolor sit amet consectetur adipiscing elit sed do eiusmod tempor incididunt ut labore et dolore magna aliqua. Ut enim ad minim veniam quis nostrud exercitation ullamco laboris nisi ut aliquip ex ea commodo consequat. Duis aute irure dolor in reprehenderit in voluptate velit esse cillum dolore eu fugiat nulla pariatur. Lorem ipsum dolor sit amet consectetur adipiscing elit sed do eiusmod tempor incididunt ut labore et dolore magna aliqua. Ut enim ad minim veniam quis nostrud exercitation ullamco laboris nisi ut aliquip ex ea commodo consequat. Duis aute irure dolor in reprehenderit in voluptate velit esse cillum dolore eu fugiat nulla pariatur. Lorem ipsum dolor sit amet consectetur adipiscing elit sed do eiusmod tempor incididunt ut labore et dolore magna aliqua. Ut enim ad minim veniam quis nostrud exercitation ullamco laboris nisi ut aliquip ex ea commodo consequat. Duis aute irure dolor in reprehenderit in voluptate velit esse cillum dolore eu fugiat nulla pariatur. [475,1529,538,1711]
masthead-rule-thin [4,26,607,27]
article-body: Lorem ipsum dolor sit amet consectetur adipiscing elit sed do eiusmod tempor incididunt ut labore et dolore magna aliqua. Ut enim ad minim veniam quis nostrud exercitation ullamco laboris nisi ut aliquip ex ea commodo consequat. Duis aute irure dolor in reprehenderit in voluptate velit esse cillum dolore eu fugiat nulla pariatur. Lorem ipsum dolor sit amet consectetur adipiscing elit sed do eiusmod tempor incididunt ut labore et dolore magna aliqua. Ut enim ad minim veniam quis nostrud exercitation ullamco laboris nisi ut aliquip ex ea commodo consequat. Duis aute irure dolor in reprehenderit in voluptate velit esse cillum dolore eu fugiat nulla pariatur. [475,310,538,433]
article-body: Lorem ipsum dolor sit amet consectetur adipiscing elit sed do eiusmod tempor incididunt ut labore et dolore magna aliqua. Ut enim ad minim veniam quis nostrud exercitation ullamco laboris nisi ut aliquip ex ea commodo consequat. Duis aute irure dolor in reprehenderit in voluptate velit esse cillum dolore eu fugiat nulla pariatur. Lorem ipsum dolor sit amet consectetur adipiscing elit sed do eiusmod tempor incididunt ut labore et dolore magna aliqua. Ut enim ad minim veniam quis nostrud exercitation ullamco laboris nisi ut aliquip ex ea commodo consequat. Duis aute irure dolor in reprehenderit in voluptate velit esse cillum dolore eu fugiat nulla pariatur. [408,1140,471,1267]
article-body: Lorem ipsum dolor sit amet consectetur adipiscing elit sed do eiusmod tempor incididunt ut labore et dolore magna aliqua. Ut enim ad minim veniam quis nostrud exercitation ullamco laboris nisi ut aliquip ex ea commodo consequat. Duis aute irure dolor in reprehenderit in voluptate velit esse cillum dolore eu fugiat nulla pariatur. Lorem ipsum dolor sit amet consectetur adipiscing elit sed do eiusmod tempor incididunt ut labore et dolore magna aliqua. Ut enim ad minim veniam quis nostrud exercitation ullamco laboris nisi ut aliquip ex ea commodo consequat. Duis aute irure dolor in reprehenderit in voluptate velit esse cillum dolore eu fugiat nulla pariatur. Lorem ipsum dolor sit amet consectetur adipiscing elit sed do eiusmod tempor incididunt ut labore et dolore magna aliqua. Ut enim ad minim veniam quis nostrud exercitation ullamco laboris nisi ut aliquip ex ea commodo consequat. Duis aute irure dolor in reprehenderit in voluptate velit esse cillum dolore eu fugiat nulla pariatur. [475,1712,538,1894]
article-body: Lorem ipsum dolor sit amet consectetur adipiscing elit sed do eiusmod tempor incididunt ut labore et dolore magna aliqua. Ut enim ad minim veniam quis nostrud exercitation ullamco laboris nisi ut aliquip ex ea commodo consequat. Duis aute irure dolor in reprehenderit in voluptate velit esse cillum dolore eu fugiat nulla pariatur. Lorem ipsum dolor sit amet consectetur adipiscing elit sed do eiusmod tempor incididunt ut labore et dolore magna aliqua. Ut enim ad minim veniam quis nostrud exercitation ullamco laboris nisi ut aliquip ex ea commodo consequat. Duis aute irure dolor in reprehenderit in voluptate velit esse cillum dolore eu fugiat nulla pariatur. Lorem ipsum dolor sit amet consectetur adipiscing elit sed do eiusmod tempor incididunt ut labore et dolore magna aliqua. Ut enim ad minim veniam quis nostrud exercitation ullamco laboris nisi ut aliquip ex ea commodo consequat. Duis aute irure dolor in reprehenderit in voluptate velit esse cillum dolore eu fugiat nulla pariatur. [140,1075,202,1267]
masthead-rule [4,24,607,25]
article-body: Lorem ipsum dolor sit amet consectetur adipiscing elit sed do eiusmod tempor incididunt ut labore et dolore magna aliqua. Ut enim ad minim veniam quis nostrud exercitation ullamco laboris nisi ut aliquip ex ea commodo consequat. Duis aute irure dolor in reprehenderit in voluptate velit esse cillum dolore eu fugiat nulla pariatur. Lorem ipsum dolor sit amet consectetur adipiscing elit sed do eiusmod tempor incididunt ut labore et dolore magna aliqua. Ut enim ad minim veniam quis nostrud exercitation ullamco laboris nisi ut aliquip ex ea commodo consequat. Duis aute irure dolor in reprehenderit in voluptate velit esse cillum dolore eu fugiat nulla pariatur. [475,162,538,285]
column-rule [280,662,331,663]
column-rule [347,524,398,525]
column-3 [138,31,205,1652]
article-body: Lorem ipsum dolor sit amet consectetur adipiscing elit sed do eiusmod tempor incididunt ut labore et dolore magna aliqua. Ut enim ad minim veniam quis nostrud exercitation ullamco laboris nisi ut aliquip ex ea commodo consequat. Duis aute irure dolor in reprehenderit in voluptate velit esse cillum dolore eu fugiat nulla pariatur. Lorem ipsum dolor sit amet consectetur adipiscing elit sed do eiusmod tempor incididunt ut labore et dolore magna aliqua. Ut enim ad minim veniam quis nostrud exercitation ullamco laboris nisi ut aliquip ex ea commodo consequat. Duis aute irure dolor in reprehenderit in voluptate velit esse cillum dolore eu fugiat nulla pariatur. [408,70,471,198]
article-body: Lorem ipsum dolor sit amet consectetur adipiscing elit sed do eiusmod tempor incididunt ut labore et dolore magna aliqua. Ut enim ad minim veniam quis nostrud exercitation ullamco laboris nisi ut aliquip ex ea commodo consequat. Duis aute irure dolor in reprehenderit in voluptate velit esse cillum dolore eu fugiat nulla pariatur. Lorem ipsum dolor sit amet consectetur adipiscing elit sed do eiusmod tempor incididunt ut labore et dolore magna aliqua. Ut enim ad minim veniam quis nostrud exercitation ullamco laboris nisi ut aliquip ex ea commodo consequat. Duis aute irure dolor in reprehenderit in voluptate velit esse cillum dolore eu fugiat nulla pariatur. Lorem ipsum dolor sit amet consectetur adipiscing elit sed do eiusmod tempor incididunt ut labore et dolore magna aliqua. Ut enim ad minim veniam quis nostrud exercitation ullamco laboris nisi ut aliquip ex ea commodo consequat. Duis aute irure dolor in reprehenderit in voluptate velit esse cillum dolore eu fugiat nulla pariatur. [475,1346,538,1528]
column-9 [541,31,608,2156]
article-body: Lorem ipsum dolor sit amet consectetur adipiscing elit sed do eiusmod tempor incididunt ut labore et dolore magna aliqua. Ut enim ad minim veniam quis nostrud exercitation ullamco laboris nisi ut aliquip ex ea commodo consequat. Duis aute irure dolor in reprehenderit in voluptate velit esse cillum dolore eu fugiat nulla pariatur. Lorem ipsum dolor sit amet consectetur adipiscing elit sed do eiusmod tempor incididunt ut labore et dolore magna aliqua. Ut enim ad minim veniam quis nostrud exercitation ullamco laboris nisi ut aliquip ex ea commodo consequat. Duis aute irure dolor in reprehenderit in voluptate velit esse cillum dolore eu fugiat nulla pariatur. [5,211,68,338]
column-rule [11,189,62,190]
article-body: Lorem ipsum dolor sit amet consectetur adipiscing elit sed do eiusmod tempor incididunt ut labore et dolore magna aliqua. Ut enim ad minim veniam quis nostrud exercitation ullamco laboris nisi ut aliquip ex ea commodo consequat. Duis aute irure dolor in reprehenderit in voluptate velit esse cillum dolore eu fugiat nulla pariatur. Lorem ipsum dolor sit amet consectetur adipiscing elit sed do eiusmod tempor incididunt ut labore et dolore magna aliqua. Ut enim ad minim veniam quis nostrud exercitation ullamco laboris nisi ut aliquip ex ea commodo consequat. Duis aute irure dolor in reprehenderit in voluptate velit esse cillum dolore eu fugiat nulla pariatur. Lorem ipsum dolor sit amet consectetur adipiscing elit sed do eiusmod tempor incididunt ut labore et dolore magna aliqua. Ut enim ad minim veniam quis nostrud exercitation ullamco laboris nisi ut aliquip ex ea commodo consequat. Duis aute irure dolor in reprehenderit in voluptate velit esse cillum dolore eu fugiat nulla pariatur. [5,1901,68,2093]
column-rule [78,360,129,361]
headline: Fall in Colonial Stocks. [78,365,130,380]
article-body: Lorem ipsum dolor sit amet consectetur adipiscing elit sed do eiusmod tempor incididunt ut labore et dolore magna aliqua. Ut enim ad minim veniam quis nostrud exercitation ullamco laboris nisi ut aliquip ex ea commodo consequat. Duis aute irure dolor in reprehenderit in voluptate velit esse cillum dolore eu fugiat nulla pariatur. Lorem ipsum dolor sit amet consectetur adipiscing elit sed do eiusmod tempor incididunt ut labore et dolore magna aliqua. Ut enim ad minim veniam quis nostrud exercitation ullamco laboris nisi ut aliquip ex ea commodo consequat. Duis aute irure dolor in reprehenderit in voluptate velit esse cillum dolore eu fugiat nulla pariatur. Lorem ipsum dolor sit amet consectetur adipiscing elit sed do eiusmod tempor incididunt ut labore et dolore magna aliqua. Ut enim ad minim veniam quis nostrud exercitation ullamco laboris nisi ut aliquip ex ea commodo consequat. Duis aute irure dolor in reprehenderit in voluptate velit esse cillum dolore eu fugiat nulla pariatur. [341,1753,404,1945]
column-rule [347,63,398,64]
headline: WATERBURY WATCHES, [480,35,533,52]
article-body: Lorem ipsum dolor sit amet consectetur adipiscing elit sed do eiusmod tempor incididunt ut labore et dolore magna aliqua. Ut enim ad minim veniam quis nostrud exercitation ullamco laboris nisi ut aliquip ex ea commodo consequat. Duis aute irure dolor in reprehenderit in voluptate velit esse cillum dolore eu fugiat nulla pariatur. Lorem ipsum dolor sit amet consectetur adipiscing elit sed do eiusmod tempor incididunt ut labore et dolore magna aliqua. Ut enim ad minim veniam quis nostrud exercitation ullamco laboris nisi ut aliquip ex ea commodo consequat. Duis aute irure dolor in reprehenderit in voluptate velit esse cillum dolore eu fugiat nulla pariatur. [274,383,337,511]
column-rule [78,932,129,933]
column-rule [11,796,62,797]
article-body: Lorem ipsum dolor sit amet consectetur adipiscing elit sed do eiusmod tempor incididunt ut labore et dolore magna aliqua. Ut enim ad minim veniam quis nostrud exercitation ullamco laboris nisi ut aliquip ex ea commodo consequat. Duis aute irure dolor in reprehenderit in voluptate velit esse cillum dolore eu fugiat nulla pariatur. Lorem ipsum dolor sit amet consectetur adipiscing elit sed do eiusmod tempor incididunt ut labore et dolore magna aliqua. Ut enim ad minim veniam quis nostrud exercitation ullamco laboris nisi ut aliquip ex ea commodo consequat. Duis aute irure dolor in reprehenderit in voluptate velit esse cillum dolore eu fugiat nulla pariatur. Lorem ipsum dolor sit amet consectetur adipiscing elit sed do eiusmod tempor incididunt ut labore et dolore magna aliqua. Ut enim ad minim veniam quis nostrud exercitation ullamco laboris nisi ut aliquip ex ea commodo consequat. Duis aute irure dolor in reprehenderit in voluptate velit esse cillum dolore eu fugiat nulla pariatur. [274,1011,337,1203]
article-body: Lorem ipsum dolor sit amet consectetur adipiscing elit sed do eiusmod tempor incididunt ut labore et dolore magna aliqua. Ut enim ad minim veniam quis nostrud exercitation ullamco laboris nisi ut aliquip ex ea commodo consequat. Duis aute irure dolor in reprehenderit in voluptate velit esse cillum dolore eu fugiat nulla pariatur. Lorem ipsum dolor sit amet consectetur adipiscing elit sed do eiusmod tempor incididunt ut labore et dolore magna aliqua. Ut enim ad minim veniam quis nostrud exercitation ullamco laboris nisi ut aliquip ex ea commodo consequat. Duis aute irure dolor in reprehenderit in voluptate velit esse cillum dolore eu fugiat nulla pariatur. Lorem ipsum dolor sit amet consectetur adipiscing elit sed do eiusmod tempor incididunt ut labore et dolore magna aliqua. Ut enim ad minim veniam quis nostrud exercitation ullamco laboris nisi ut aliquip ex ea commodo consequat. Duis aute irure dolor in reprehenderit in voluptate velit esse cillum dolore eu fugiat nulla pariatur. [5,1324,68,1516]
headline: WAIRARAPA HUNT CLUB SPORTS. [284,667,326,688]
column-rule [548,905,600,906]
column-rule [548,34,600,35]
headline: FOR SALE. [421,207,458,214]
column-rule [78,650,129,651]
column-rule [11,643,62,644]
article-body: Lorem ipsum dolor sit amet consectetur adipiscing elit sed do eiusmod tempor incididunt ut labore et dolore magna aliqua. Ut enim ad minim veniam quis nostrud exercitation ullamco laboris nisi ut aliquip ex ea commodo consequat. Duis aute irure dolor in reprehenderit in voluptate velit esse cillum dolore eu fugiat nulla pariatur. Lorem ipsum dolor sit amet consectetur adipiscing elit sed do eiusmod tempor incididunt ut labore et dolore magna aliqua. Ut enim ad minim veniam quis nostrud exercitation ullamco laboris nisi ut aliquip ex ea commodo consequat. Duis aute irure dolor in reprehenderit in voluptate velit esse cillum dolore eu fugiat nulla pariatur. [341,240,404,367]
article-body: Lorem ipsum dolor sit amet consectetur adipiscing elit sed do eiusmod tempor incididunt ut labore et dolore magna aliqua. Ut enim ad minim veniam quis nostrud exercitation ullamco laboris nisi ut aliquip ex ea commodo consequat. Duis aute irure dolor in reprehenderit in voluptate velit esse cillum dolore eu fugiat nulla pariatur. Lorem ipsum dolor sit amet consectetur adipiscing elit sed do eiusmod tempor incididunt ut labore et dolore magna aliqua. Ut enim ad minim veniam quis nostrud exercitation ullamco laboris nisi ut aliquip ex ea commodo consequat. Duis aute irure dolor in reprehenderit in voluptate velit esse cillum dolore eu fugiat nulla pariatur. Lorem ipsum dolor sit amet consectetur adipiscing elit sed do eiusmod tempor incididunt ut labore et dolore magna aliqua. Ut enim ad minim veniam quis nostrud exercitation ullamco laboris nisi ut aliquip ex ea commodo consequat. Duis aute irure dolor in reprehenderit in voluptate velit esse cillum dolore eu fugiat nulla pariatur. [72,1559,135,1741]
article-body: Lorem ipsum dolor sit amet consectetur adipiscing elit sed do eiusmod tempor incididunt ut labore et dolore magna aliqua. Ut enim ad minim veniam quis nostrud exercitation ullamco laboris nisi ut aliquip ex ea commodo consequat. Duis aute irure dolor in reprehenderit in voluptate velit esse cillum dolore eu fugiat nulla pariatur. Lorem ipsum dolor sit amet consectetur adipiscing elit sed do eiusmod tempor incididunt ut labore et dolore magna aliqua. Ut enim ad minim veniam quis nostrud exercitation ullamco laboris nisi ut aliquip ex ea commodo consequat. Duis aute irure dolor in reprehenderit in voluptate velit esse cillum dolore eu fugiat nulla pariatur. Lorem ipsum dolor sit amet consectetur adipiscing elit sed do eiusmod tempor incididunt ut labore et dolore magna aliqua. Ut enim ad minim veniam quis nostrud exercitation ullamco laboris nisi ut aliquip ex ea commodo consequat. Duis aute irure dolor in reprehenderit in voluptate velit esse cillum dolore eu fugiat nulla pariatur. [408,1806,471,1998]
page-title: THE WAIRARAPA DAILY TIMES, FRIDAY, MAY 19, 1893. [113,4,498,20]
article-body: Lorem ipsum dolor sit amet consectetur adipiscing elit sed do eiusmod tempor incididunt ut labore et dolore magna aliqua. Ut enim ad minim veniam quis nostrud exercitation ullamco laboris nisi ut aliquip ex ea commodo consequat. Duis aute irure dolor in reprehenderit in voluptate velit esse cillum dolore eu fugiat nulla pariatur. Lorem ipsum dolor sit amet consectetur adipiscing elit sed do eiusmod tempor incididunt ut labore et dolore magna aliqua. Ut enim ad minim veniam quis nostrud exercitation ullamco laboris nisi ut aliquip ex ea commodo consequat. Duis aute irure dolor in reprehenderit in voluptate velit esse cillum dolore eu fugiat nulla pariatur. Lorem ipsum dolor sit amet consectetur adipiscing elit sed do eiusmod tempor incididunt ut labore et dolore magna aliqua. Ut enim ad minim veniam quis nostrud exercitation ullamco laboris nisi ut aliquip ex ea commodo consequat. Duis aute irure dolor in reprehenderit in voluptate velit esse cillum dolore eu fugiat nulla pariatur. [408,2191,471,2383]
headline: R. HANNAH AND CO. [482,1022,531,1038]
headline: PEGGANORA, [546,486,602,495]
article-body: Lorem ipsum dolor sit amet consectetur adipiscing elit sed do eiusmod tempor incididunt ut labore et dolore magna aliqua. Ut enim ad minim veniam quis nostrud exercitation ullamco laboris nisi ut aliquip ex ea commodo consequat. Duis aute irure dolor in reprehenderit in voluptate velit esse cillum dolore eu fugiat nulla pariatur. Lorem ipsum dolor sit amet consectetur adipiscing elit sed do eiusmod tempor incididunt ut labore et dolore magna aliqua. Ut enim ad minim veniam quis nostrud exercitation ullamco laboris nisi ut aliquip ex ea commodo consequat. Duis aute irure dolor in reprehenderit in voluptate velit esse cillum dolore eu fugiat nulla pariatur. [140,369,202,497]
article-body: Lorem ipsum dolor sit amet consectetur adipiscing elit sed do eiusmod tempor incididunt ut labore et dolore magna aliqua. Ut enim ad minim veniam quis nostrud exercitation ullamco laboris nisi ut aliquip ex ea commodo consequat. Duis aute irure dolor in reprehenderit in voluptate velit esse cillum dolore eu fugiat nulla pariatur. Lorem ipsum dolor sit amet consectetur adipiscing elit sed do eiusmod tempor incididunt ut labore et dolore magna aliqua. Ut enim ad minim veniam quis nostrud exercitation ullamco laboris nisi ut aliquip ex ea commodo consequat. Duis aute irure dolor in reprehenderit in voluptate velit esse cillum dolore eu fugiat nulla pariatur. [72,524,135,647]
headline: EX "TONGARIRO." [476,582,537,599]
article-body: Lorem ipsum dolor sit amet consectetur adipiscing elit sed do eiusmod tempor incididunt ut labore et dolore magna aliqua. Ut enim ad minim veniam quis nostrud exercitation ullamco laboris nisi ut aliquip ex ea commodo consequat. Duis aute irure dolor in reprehenderit in voluptate velit esse cillum dolore eu fugiat nulla pariatur. Lorem ipsum dolor sit amet consectetur adipiscing elit sed do eiusmod tempor incididunt ut labore et dolore magna aliqua. Ut enim ad minim veniam quis nostrud exercitation ullamco laboris nisi ut aliquip ex ea commodo consequat. Duis aute irure dolor in reprehenderit in voluptate velit esse cillum dolore eu fugiat nulla pariatur. [408,830,471,958]
article-body: Lorem ipsum dolor sit amet consectetur adipiscing elit sed do eiusmod tempor incididunt ut labore et dolore magna aliqua. Ut enim ad minim veniam quis nostrud exercitation ullamco laboris nisi ut aliquip ex ea commodo consequat. Duis aute irure dolor in reprehenderit in voluptate velit esse cillum dolore eu fugiat nulla pariatur. Lorem ipsum dolor sit amet consectetur adipiscing elit sed do eiusmod tempor incididunt ut labore et dolore magna aliqua. Ut enim ad minim veniam quis nostrud exercitation ullamco laboris nisi ut aliquip ex ea commodo consequat. Duis aute irure dolor in reprehenderit in voluptate velit esse cillum dolore eu fugiat nulla pariatur. [274,530,337,658]
article-body: Lorem ipsum dolor sit amet consectetur adipiscing elit sed do eiusmod tempor incididunt ut labore et dolore magna aliqua. Ut enim ad minim veniam quis nostrud exercitation ullamco laboris nisi ut aliquip ex ea commodo consequat. Duis aute irure dolor in reprehenderit in voluptate velit esse cillum dolore eu fugiat nulla pariatur. Lorem ipsum dolor sit amet consectetur adipiscing elit sed do eiusmod tempor incididunt ut labore et dolore magna aliqua. Ut enim ad minim veniam quis nostrud exercitation ullamco laboris nisi ut aliquip ex ea commodo consequat. Duis aute irure dolor in reprehenderit in voluptate velit esse cillum dolore eu fugiat nulla pariatur. Lorem ipsum dolor sit amet consectetur adipiscing elit sed do eiusmod tempor incididunt ut labore et dolore magna aliqua. Ut enim ad minim veniam quis nostrud exercitation ullamco laboris nisi ut aliquip ex ea commodo consequat. Duis aute irure dolor in reprehenderit in voluptate velit esse cillum dolore eu fugiat nulla pariatur. [341,1561,404,1753]
article-body: Lorem ipsum dolor sit amet consectetur adipiscing elit sed do eiusmod tempor incididunt ut labore et dolore magna aliqua. Ut enim ad minim veniam quis nostrud exercitation ullamco laboris nisi ut aliquip ex ea commodo consequat. Duis aute irure dolor in reprehenderit in voluptate velit esse cillum dolore eu fugiat nulla pariatur. Lorem ipsum dolor sit amet consectetur adipiscing elit sed do eiusmod tempor incididunt ut labore et dolore magna aliqua. Ut enim ad minim veniam quis nostrud exercitation ullamco laboris nisi ut aliquip ex ea commodo consequat. Duis aute irure dolor in reprehenderit in voluptate velit esse cillum dolore eu fugiat nulla pariatur. [5,811,68,938]
column-rule [78,508,129,509]
article-body: Lorem ipsum dolor sit amet consectetur adipiscing elit sed do eiusmod tempor incididunt ut labore et dolore magna aliqua. Ut enim ad minim veniam quis nostrud exercitation ullamco laboris nisi ut aliquip ex ea commodo consequat. Duis aute irure dolor in reprehenderit in voluptate velit esse cillum dolore eu fugiat nulla pariatur. Lorem ipsum dolor sit amet consectetur adipiscing elit sed do eiusmod tempor incididunt ut labore et dolore magna aliqua. Ut enim ad minim veniam quis nostrud exercitation ullamco laboris nisi ut aliquip ex ea commodo consequat. Duis aute irure dolor in reprehenderit in voluptate velit esse cillum dolore eu fugiat nulla pariatur. Lorem ipsum dolor sit amet consectetur adipiscing elit sed do eiusmod tempor incididunt ut labore et dolore magna aliqua. Ut enim ad minim veniam quis nostrud exercitation ullamco laboris nisi ut aliquip ex ea commodo consequat. Duis aute irure dolor in reprehenderit in voluptate velit esse cillum dolore eu fugiat nulla pariatur. [140,1267,202,1459]
article-body: Lorem ipsum dolor sit amet consectetur adipiscing elit sed do eiusmod tempor incididunt ut labore et dolore magna aliqua. Ut enim ad minim veniam quis nostrud exercitation ullamco laboris nisi ut aliquip ex ea commodo consequat. Duis aute irure dolor in reprehenderit in voluptate velit esse cillum dolore eu fugiat nulla pariatur. Lorem ipsum dolor sit amet consectetur adipiscing elit sed do eiusmod tempor incididunt ut labore et dolore magna aliqua. Ut enim ad minim veniam quis nostrud exercitation ullamco laboris nisi ut aliquip ex ea commodo consequat. Duis aute irure dolor in reprehenderit in voluptate velit esse cillum dolore eu fugiat nulla pariatur. Lorem ipsum dolor sit amet consectetur adipiscing elit sed do eiusmod tempor incididunt ut labore et dolore magna aliqua. Ut enim ad minim veniam quis nostrud exercitation ullamco laboris nisi ut aliquip ex ea commodo consequat. Duis aute irure dolor in reprehenderit in voluptate velit esse cillum dolore eu fugiat nulla pariatur. [475,1894,538,2076]
article-body: Lorem ipsum dolor sit amet consectetur adipiscing elit sed do eiusmod tempor incididunt ut labore et dolore magna aliqua. Ut enim ad minim veniam quis nostrud exercitation ullamco laboris nisi ut aliquip ex ea commodo consequat. Duis aute irure dolor in reprehenderit in voluptate velit esse cillum dolore eu fugiat nulla pariatur. Lorem ipsum dolor sit amet consectetur adipiscing elit sed do eiusmod tempor incididunt ut labore et dolore magna aliqua. Ut enim ad minim veniam quis nostrud exercitation ullamco laboris nisi ut aliquip ex ea commodo consequat. Duis aute irure dolor in reprehenderit in voluptate velit esse cillum dolore eu fugiat nulla pariatur. Lorem ipsum dolor sit amet consectetur adipiscing elit sed do eiusmod tempor incididunt ut labore et dolore magna aliqua. Ut enim ad minim veniam quis nostrud exercitation ullamco laboris nisi ut aliquip ex ea commodo consequat. Duis aute irure dolor in reprehenderit in voluptate velit esse cillum dolore eu fugiat nulla pariatur. [207,1416,269,1608]
headline: Annual Dinner. [11,801,63,808]
article-body: Lorem ipsum dolor sit amet consectetur adipiscing elit sed do eiusmod tempor incididunt ut labore et dolore magna aliqua. Ut enim ad minim veniam quis nostrud exercitation ullamco laboris nisi ut aliquip ex ea commodo consequat. Duis aute irure dolor in reprehenderit in voluptate velit esse cillum dolore eu fugiat nulla pariatur. Lorem ipsum dolor sit amet consectetur adipiscing elit sed do eiusmod tempor incididunt ut labore et dolore magna aliqua. Ut enim ad minim veniam quis nostrud exercitation ullamco laboris nisi ut aliquip ex ea commodo consequat. Duis aute irure dolor in reprehenderit in voluptate velit esse cillum dolore eu fugiat nulla pariatur. [341,393,404,520]
headline: HEALTHY CLOTHING. [218,240,258,254]
article-body: Lorem ipsum dolor sit amet consectetur adipiscing elit sed do eiusmod tempor incididunt ut labore et dolore magna aliqua. Ut enim ad minim veniam quis nostrud exercitation ullamco laboris nisi ut aliquip ex ea commodo consequat. Duis aute irure dolor in reprehenderit in voluptate velit esse cillum dolore eu fugiat nulla pariatur. Lorem ipsum dolor sit amet consectetur adipiscing elit sed do eiusmod tempor incididunt ut labore et dolore magna aliqua. Ut enim ad minim veniam quis nostrud exercitation ullamco laboris nisi ut aliquip ex ea commodo consequat. Duis aute irure dolor in reprehenderit in voluptate velit esse cillum dolore eu fugiat nulla pariatur. [341,855,404,983]
headline: J. CARPENTER, [413,1130,466,1137]
headline: NEW BRIGHTON TRAMWAY COMPANY. [215,35,262,68]
headline: LICENSED REGISTRY OFFICE. [552,39,596,64]
article-body: Lorem ipsum dolor sit amet consectetur adipiscing elit sed do eiusmod tempor incididunt ut labore et dolore magna aliqua. Ut enim ad minim veniam quis nostrud exercitation ullamco laboris nisi ut aliquip ex ea commodo consequat. Duis aute irure dolor in reprehenderit in voluptate velit esse cillum dolore eu fugiat nulla pariatur. Lorem ipsum dolor sit amet consectetur adipiscing elit sed do eiusmod tempor incididunt ut labore et dolore magna aliqua. Ut enim ad minim veniam quis nostrud exercitation ullamco laboris nisi ut aliquip ex ea commodo consequat. Duis aute irure dolor in reprehenderit in voluptate velit esse cillum dolore eu fugiat nulla pariatur. Lorem ipsum dolor sit amet consectetur adipiscing elit sed do eiusmod tempor incididunt ut labore et dolore magna aliqua. Ut enim ad minim veniam quis nostrud exercitation ullamco laboris nisi ut aliquip ex ea commodo consequat. Duis aute irure dolor in reprehenderit in voluptate velit esse cillum dolore eu fugiat nulla pariatur. [274,1396,337,1588]
headline: A New Paper for Pahiatua. [9,194,64,208]
article-body: Lorem ipsum dolor sit amet consectetur adipiscing elit sed do eiusmod tempor incididunt ut labore et dolore magna aliqua. Ut enim ad minim veniam quis nostrud exercitation ullamco laboris nisi ut aliquip ex ea commodo consequat. Duis aute irure dolor in reprehenderit in voluptate velit esse cillum dolore eu fugiat nulla pariatur. Lorem ipsum dolor sit amet consectetur adipiscing elit sed do eiusmod tempor incididunt ut labore et dolore magna aliqua. Ut enim ad minim veniam quis nostrud exercitation ullamco laboris nisi ut aliquip ex ea commodo consequat. Duis aute irure dolor in reprehenderit in voluptate velit esse cillum dolore eu fugiat nulla pariatur. [408,994,471,1122]
article-body: Lorem ipsum dolor sit amet consectetur adipiscing elit sed do eiusmod tempor incididunt ut labore et dolore magna aliqua. Ut enim ad minim veniam quis nostrud exercitation ullamco laboris nisi ut aliquip ex ea commodo consequat. Duis aute irure dolor in reprehenderit in voluptate velit esse cillum dolore eu fugiat nulla pariatur. Lorem ipsum dolor sit amet consectetur adipiscing elit sed do eiusmod tempor incididunt ut labore et dolore magna aliqua. Ut enim ad minim veniam quis nostrud exercitation ullamco laboris nisi ut aliquip ex ea commodo consequat. Duis aute irure dolor in reprehenderit in voluptate velit esse cillum dolore eu fugiat nulla pariatur. [408,362,471,490]
headline: 11 CLOWNS 11 [274,60,336,68]
article-body: Lorem ipsum dolor sit amet consectetur adipiscing elit sed do eiusmod tempor incididunt ut labore et dolore magna aliqua. Ut enim ad minim veniam quis nostrud exercitation ullamco laboris nisi ut aliquip ex ea commodo consequat. Duis aute irure dolor in reprehenderit in voluptate velit esse cillum dolore eu fugiat nulla pariatur. Lorem ipsum dolor sit amet consectetur adipiscing elit sed do eiusmod tempor incididunt ut labore et dolore magna aliqua. Ut enim ad minim veniam quis nostrud exercitation ullamco laboris nisi ut aliquip ex ea commodo consequat. Duis aute irure dolor in reprehenderit in voluptate velit esse cillum dolore eu fugiat nulla pariatur. [72,964,135,1087]
headline: WAIRARAPA NORTH COUNTY. [78,937,129,962]
column-rule [11,488,62,489]
headline: T. G. MASON, [484,733,529,740]
headline: SPECIAL TRADES. [357,376,388,390]
article-body: Lorem ipsum dolor sit amet consectetur adipiscing elit sed do eiusmod tempor incididunt ut labore et dolore magna aliqua. Ut enim ad minim veniam quis nostrud exercitation ullamco laboris nisi ut aliquip ex ea commodo consequat. Duis aute irure dolor in reprehenderit in voluptate velit esse cillum dolore eu fugiat nulla pariatur. Lorem ipsum dolor sit amet consectetur adipiscing elit sed do eiusmod tempor incididunt ut labore et dolore magna aliqua. Ut enim ad minim veniam quis nostrud exercitation ullamco laboris nisi ut aliquip ex ea commodo consequat. Duis aute irure dolor in reprehenderit in voluptate velit esse cillum dolore eu fugiat nulla pariatur. [408,517,471,645]
headline: CENTRAL BOOT WAREHOUSE, [411,1276,467,1290]
headline: THOMAS WAGG & CO., [543,338,606,353]
headline: DR CLAPHAM'S HEALTH MISSION. [278,207,332,228]
column-1 [3,31,70,2093]
article-body: Lorem ipsum dolor sit amet consectetur adipiscing elit sed do eiusmod tempor incididunt ut labore et dolore magna aliqua. Ut enim ad minim veniam quis nostrud exercitation ullamco laboris nisi ut aliquip ex ea commodo consequat. Duis aute irure dolor in reprehenderit in voluptate velit esse cillum dolore eu fugiat nulla pariatur. Lorem ipsum dolor sit amet consectetur adipiscing elit sed do eiusmod tempor incididunt ut labore et dolore magna aliqua. Ut enim ad minim veniam quis nostrud exercitation ullamco laboris nisi ut aliquip ex ea commodo consequat. Duis aute irure dolor in reprehenderit in voluptate velit esse cillum dolore eu fugiat nulla pariatur. Lorem ipsum dolor sit amet consectetur adipiscing elit sed do eiusmod tempor incididunt ut labore et dolore magna aliqua. Ut enim ad minim veniam quis nostrud exercitation ullamco laboris nisi ut aliquip ex ea commodo consequat. Duis aute irure dolor in reprehenderit in voluptate velit esse cillum dolore eu fugiat nulla pariatur. [5,939,68,1131]
article-body: Lorem ipsum dolor sit amet consectetur adipiscing elit sed do eiusmod tempor incididunt ut labore et dolore magna aliqua. Ut enim ad minim veniam quis nostrud exercitation ullamco laboris nisi ut aliquip ex ea commodo consequat. Duis aute irure dolor in reprehenderit in voluptate velit esse cillum dolore eu fugiat nulla pariatur. Lorem ipsum dolor sit amet consectetur adipiscing elit sed do eiusmod tempor incididunt ut labore et dolore magna aliqua. Ut enim ad minim veniam quis nostrud exercitation ullamco laboris nisi ut aliquip ex ea commodo consequat. Duis aute irure dolor in reprehenderit in voluptate velit esse cillum dolore eu fugiat nulla pariatur. Lorem ipsum dolor sit amet consectetur adipiscing elit sed do eiusmod tempor incididunt ut labore et dolore magna aliqua. Ut enim ad minim veniam quis nostrud exercitation ullamco laboris nisi ut aliquip ex ea commodo consequat. Duis aute irure dolor in reprehenderit in voluptate velit esse cillum dolore eu fugiat nulla pariatur. [207,1609,269,1801]
headline: Kerr and Barnett, [421,52,457,68]
article-body: Lorem ipsum dolor sit amet consectetur adipiscing elit sed do eiusmod tempor incididunt ut labore et dolore magna aliqua. Ut enim ad minim veniam quis nostrud exercitation ullamco laboris nisi ut aliquip ex ea commodo consequat. Duis aute irure dolor in reprehenderit in voluptate velit esse cillum dolore eu fugiat nulla pariatur. Lorem ipsum dolor sit amet consectetur adipiscing elit sed do eiusmod tempor incididunt ut labore et dolore magna aliqua. Ut enim ad minim veniam quis nostrud exercitation ullamco laboris nisi ut aliquip ex ea commodo consequat. Duis aute irure dolor in reprehenderit in voluptate velit esse cillum dolore eu fugiat nulla pariatur. [475,601,538,724]
headline: JAMES STONE, Proprietor [414,654,466,668]
headline: THE WAIRARAPA FARMERS' CO-OPERATIVE ASSOCIATION [475,56,552,118]
article-body: Lorem ipsum dolor sit amet consectetur adipiscing elit sed do eiusmod tempor incididunt ut labore et dolore magna aliqua. Ut enim ad minim veniam quis nostrud exercitation ullamco laboris nisi ut aliquip ex ea commodo consequat. Duis aute irure dolor in reprehenderit in voluptate velit esse cillum dolore eu fugiat nulla pariatur. Lorem ipsum dolor sit amet consectetur adipiscing elit sed do eiusmod tempor incididunt ut labore et dolore magna aliqua. Ut enim ad minim veniam quis nostrud exercitation ullamco laboris nisi ut aliquip ex ea commodo consequat. Duis aute irure dolor in reprehenderit in voluptate velit esse cillum dolore eu fugiat nulla pariatur. Lorem ipsum dolor sit amet consectetur adipiscing elit sed do eiusmod tempor incididunt ut labore et dolore magna aliqua. Ut enim ad minim veniam quis nostrud exercitation ullamco laboris nisi ut aliquip ex ea commodo consequat. Duis aute irure dolor in reprehenderit in voluptate velit esse cillum dolore eu fugiat nulla pariatur. [542,1974,606,2156]
headline: SHORT-WINDED WATERBURY WATCHES. [480,127,533,160]
column-7 [406,31,473,2575]
article-body: Lorem ipsum dolor sit amet consectetur adipiscing elit sed do eiusmod tempor incididunt ut labore et dolore magna aliqua. Ut enim ad minim veniam quis nostrud exercitation ullamco laboris nisi ut aliquip ex ea commodo consequat. Duis aute irure dolor in reprehenderit in voluptate velit esse cillum dolore eu fugiat nulla pariatur. Lorem ipsum dolor sit amet consectetur adipiscing elit sed do eiusmod tempor incididunt ut labore et dolore magna aliqua. Ut enim ad minim veniam quis nostrud exercitation ullamco laboris nisi ut aliquip ex ea commodo consequat. Duis aute irure dolor in reprehenderit in voluptate velit esse cillum dolore eu fugiat nulla pariatur. [207,402,269,530]
article-body: Lorem ipsum dolor sit amet consectetur adipiscing elit sed do eiusmod tempor incididunt ut labore et dolore magna aliqua. Ut enim ad minim veniam quis nostrud exercitation ullamco laboris nisi ut aliquip ex ea commodo consequat. Duis aute irure dolor in reprehenderit in voluptate velit esse cillum dolore eu fugiat nulla pariatur. Lorem ipsum dolor sit amet consectetur adipiscing elit sed do eiusmod tempor incididunt ut labore et dolore magna aliqua. Ut enim ad minim veniam quis nostrud exercitation ullamco laboris nisi ut aliquip ex ea commodo consequat. Duis aute irure dolor in reprehenderit in voluptate velit esse cillum dolore eu fugiat nulla pariatur. Lorem ipsum dolor sit amet consectetur adipiscing elit sed do eiusmod tempor incididunt ut labore et dolore magna aliqua. Ut enim ad minim veniam quis nostrud exercitation ullamco laboris nisi ut aliquip ex ea commodo consequat. Duis aute irure dolor in reprehenderit in voluptate velit esse cillum dolore eu fugiat nulla pariatur. [72,2107,135,2289]
article-body: Lorem ipsum dolor sit amet consectetur adipiscing elit sed do eiusmod tempor incididunt ut labore et dolore magna aliqua. Ut enim ad minim veniam quis nostrud exercitation ullamco laboris nisi ut aliquip ex ea commodo consequat. Duis aute irure dolor in reprehenderit in voluptate velit esse cillum dolore eu fugiat nulla pariatur. Lorem ipsum dolor sit amet consectetur adipiscing elit sed do eiusmod tempor incididunt ut labore et dolore magna aliqua. Ut enim ad minim veniam quis nostrud exercitation ullamco laboris nisi ut aliquip ex ea commodo consequat. Duis aute irure dolor in reprehenderit in voluptate velit esse cillum dolore eu fugiat nulla pariatur. [207,256,269,384]
headline: COMMERCIAL. [78,1244,130,1251]
article-body: Lorem ipsum dolor sit amet consectetur adipiscing elit sed do eiusmod tempor incididunt ut labore et dolore magna aliqua. Ut enim ad minim veniam quis nostrud exercitation ullamco laboris nisi ut aliquip ex ea commodo consequat. Duis aute irure dolor in reprehenderit in voluptate velit esse cillum dolore eu fugiat nulla pariatur. Lorem ipsum dolor sit amet consectetur adipiscing elit sed do eiusmod tempor incididunt ut labore et dolore magna aliqua. Ut enim ad minim veniam quis nostrud exercitation ullamco laboris nisi ut aliquip ex ea commodo consequat. Duis aute irure dolor in reprehenderit in voluptate velit esse cillum dolore eu fugiat nulla pariatur. Lorem ipsum dolor sit amet consectetur adipiscing elit sed do eiusmod tempor incididunt ut labore et dolore magna aliqua. Ut enim ad minim veniam quis nostrud exercitation ullamco laboris nisi ut aliquip ex ea commodo consequat. Duis aute irure dolor in reprehenderit in voluptate velit esse cillum dolore eu fugiat nulla pariatur. [542,1243,606,1425]
column-8 [473,31,552,2259]
headline: J. MAYO & SONS [411,353,468,360]
column-2 [70,31,144,2472]
article-body: Lorem ipsum dolor sit amet consectetur adipiscing elit sed do eiusmod tempor incididunt ut labore et dolore magna aliqua. Ut enim ad minim veniam quis nostrud exercitation ullamco laboris nisi ut aliquip ex ea commodo consequat. Duis aute irure dolor in reprehenderit in voluptate velit esse cillum dolore eu fugiat nulla pariatur. Lorem ipsum dolor sit amet consectetur adipiscing elit sed do eiusmod tempor incididunt ut labore et dolore magna aliqua. Ut enim ad minim veniam quis nostrud exercitation ullamco laboris nisi ut aliquip ex ea commodo consequat. Duis aute irure dolor in reprehenderit in voluptate velit esse cillum dolore eu fugiat nulla pariatur. [475,451,538,574]
article-body: Lorem ipsum dolor sit amet consectetur adipiscing elit sed do eiusmod tempor incididunt ut labore et dolore magna aliqua. Ut enim ad minim veniam quis nostrud exercitation ullamco laboris nisi ut aliquip ex ea commodo consequat. Duis aute irure dolor in reprehenderit in voluptate velit esse cillum dolore eu fugiat nulla pariatur. Lorem ipsum dolor sit amet consectetur adipiscing elit sed do eiusmod tempor incididunt ut labore et dolore magna aliqua. Ut enim ad minim veniam quis nostrud exercitation ullamco laboris nisi ut aliquip ex ea commodo consequat. Duis aute irure dolor in reprehenderit in voluptate velit esse cillum dolore eu fugiat nulla pariatur. [72,382,135,505]
article-body: Lorem ipsum dolor sit amet consectetur adipiscing elit sed do eiusmod tempor incididunt ut labore et dolore magna aliqua. Ut enim ad minim veniam quis nostrud exercitation ullamco laboris nisi ut aliquip ex ea commodo consequat. Duis aute irure dolor in reprehenderit in voluptate velit esse cillum dolore eu fugiat nulla pariatur. Lorem ipsum dolor sit amet consectetur adipiscing elit sed do eiusmod tempor incididunt ut labore et dolore magna aliqua. Ut enim ad minim veniam quis nostrud exercitation ullamco laboris nisi ut aliquip ex ea commodo consequat. Duis aute irure dolor in reprehenderit in voluptate velit esse cillum dolore eu fugiat nulla pariatur. Lorem ipsum dolor sit amet consectetur adipiscing elit sed do eiusmod tempor incididunt ut labore et dolore magna aliqua. Ut enim ad minim veniam quis nostrud exercitation ullamco laboris nisi ut aliquip ex ea commodo consequat. Duis aute irure dolor in reprehenderit in voluptate velit esse cillum dolore eu fugiat nulla pariatur. [274,1589,337,1781]
article-body: Lorem ipsum dolor sit amet consectetur adipiscing elit sed do eiusmod tempor incididunt ut labore et dolore magna aliqua. Ut enim ad minim veniam quis nostrud exercitation ullamco laboris nisi ut aliquip ex ea commodo consequat. Duis aute irure dolor in reprehenderit in voluptate velit esse cillum dolore eu fugiat nulla pariatur. Lorem ipsum dolor sit amet consectetur adipiscing elit sed do eiusmod tempor incididunt ut labore et dolore magna aliqua. Ut enim ad minim veniam quis nostrud exercitation ullamco laboris nisi ut aliquip ex ea commodo consequat. Duis aute irure dolor in reprehenderit in voluptate velit esse cillum dolore eu fugiat nulla pariatur. Lorem ipsum dolor sit amet consectetur adipiscing elit sed do eiusmod tempor incididunt ut labore et dolore magna aliqua. Ut enim ad minim veniam quis nostrud exercitation ullamco laboris nisi ut aliquip ex ea commodo consequat. Duis aute irure dolor in reprehenderit in voluptate velit esse cillum dolore eu fugiat nulla pariatur. [408,2383,471,2575]
headline: A BALL [290,520,320,528]
article-body: Lorem ipsum dolor sit amet consectetur adipiscing elit sed do eiusmod tempor incididunt ut labore et dolore magna aliqua. Ut enim ad minim veniam quis nostrud exercitation ullamco laboris nisi ut aliquip ex ea commodo consequat. Duis aute irure dolor in reprehenderit in voluptate velit esse cillum dolore eu fugiat nulla pariatur. Lorem ipsum dolor sit amet consectetur adipiscing elit sed do eiusmod tempor incididunt ut labore et dolore magna aliqua. Ut enim ad minim veniam quis nostrud exercitation ullamco laboris nisi ut aliquip ex ea commodo consequat. Duis aute irure dolor in reprehenderit in voluptate velit esse cillum dolore eu fugiat nulla pariatur. Lorem ipsum dolor sit amet consectetur adipiscing elit sed do eiusmod tempor incididunt ut labore et dolore magna aliqua. Ut enim ad minim veniam quis nostrud exercitation ullamco laboris nisi ut aliquip ex ea commodo consequat. Duis aute irure dolor in reprehenderit in voluptate velit esse cillum dolore eu fugiat nulla pariatur. [72,1924,135,2107]
column-rule [414,1271,465,1272]
headline: Otaki Maori Racing Club. [145,52,197,68]
article-body: Lorem ipsum dolor sit amet consectetur adipiscing elit sed do eiusmod tempor incididunt ut labore et dolore magna aliqua. Ut enim ad minim veniam quis nostrud exercitation ullamco laboris nisi ut aliquip ex ea commodo consequat. Duis aute irure dolor in reprehenderit in voluptate velit esse cillum dolore eu fugiat nulla pariatur. Lorem ipsum dolor sit amet consectetur adipiscing elit sed do eiusmod tempor incididunt ut labore et dolore magna aliqua. Ut enim ad minim veniam quis nostrud exercitation ullamco laboris nisi ut aliquip ex ea commodo consequat. Duis aute irure dolor in reprehenderit in voluptate velit esse cillum dolore eu fugiat nulla pariatur. [274,690,337,818]
headline: FRUIT AND SHELTER TREES FOR SALE. [410,807,468,828]
headline: STOCK SALE. [349,693,395,700]
headline: FOOTBALL. [80,35,127,43]
article-body: Lorem ipsum dolor sit amet consectetur adipiscing elit sed do eiusmod tempor incididunt ut labore et dolore magna aliqua. Ut enim ad minim veniam quis nostrud exercitation ullamco laboris nisi ut aliquip ex ea commodo consequat. Duis aute irure dolor in reprehenderit in voluptate velit esse cillum dolore eu fugiat nulla pariatur. Lorem ipsum dolor sit amet consectetur adipiscing elit sed do eiusmod tempor incididunt ut labore et dolore magna aliqua. Ut enim ad minim veniam quis nostrud exercitation ullamco laboris nisi ut aliquip ex ea commodo consequat. Duis aute irure dolor in reprehenderit in voluptate velit esse cillum dolore eu fugiat nulla pariatur. Lorem ipsum dolor sit amet consectetur adipiscing elit sed do eiusmod tempor incididunt ut labore et dolore magna aliqua. Ut enim ad minim veniam quis nostrud exercitation ullamco laboris nisi ut aliquip ex ea commodo consequat. Duis aute irure dolor in reprehenderit in voluptate velit esse cillum dolore eu fugiat nulla pariatur. [5,1709,68,1901]
article-body: Lorem ipsum dolor sit amet consectetur adipiscing elit sed do eiusmod tempor incididunt ut labore et dolore magna aliqua. Ut enim ad minim veniam quis nostrud exercitation ullamco laboris nisi ut aliquip ex ea commodo consequat. Duis aute irure dolor in reprehenderit in voluptate velit esse cillum dolore eu fugiat nulla pariatur. Lorem ipsum dolor sit amet consectetur adipiscing elit sed do eiusmod tempor incididunt ut labore et dolore magna aliqua. Ut enim ad minim veniam quis nostrud exercitation ullamco laboris nisi ut aliquip ex ea commodo consequat. Duis aute irure dolor in reprehenderit in voluptate velit esse cillum dolore eu fugiat nulla pariatur. Lorem ipsum dolor sit amet consectetur adipiscing elit sed do eiusmod tempor incididunt ut labore et dolore magna aliqua. Ut enim ad minim veniam quis nostrud exercitation ullamco laboris nisi ut aliquip ex ea commodo consequat. Duis aute irure dolor in reprehenderit in voluptate velit esse cillum dolore eu fugiat nulla pariatur. [408,1613,471,1805]
headline: CATALOGUES ON APPLICATION. [343,529,402,554]
headline: JAMES MUIR, [483,441,530,449]
